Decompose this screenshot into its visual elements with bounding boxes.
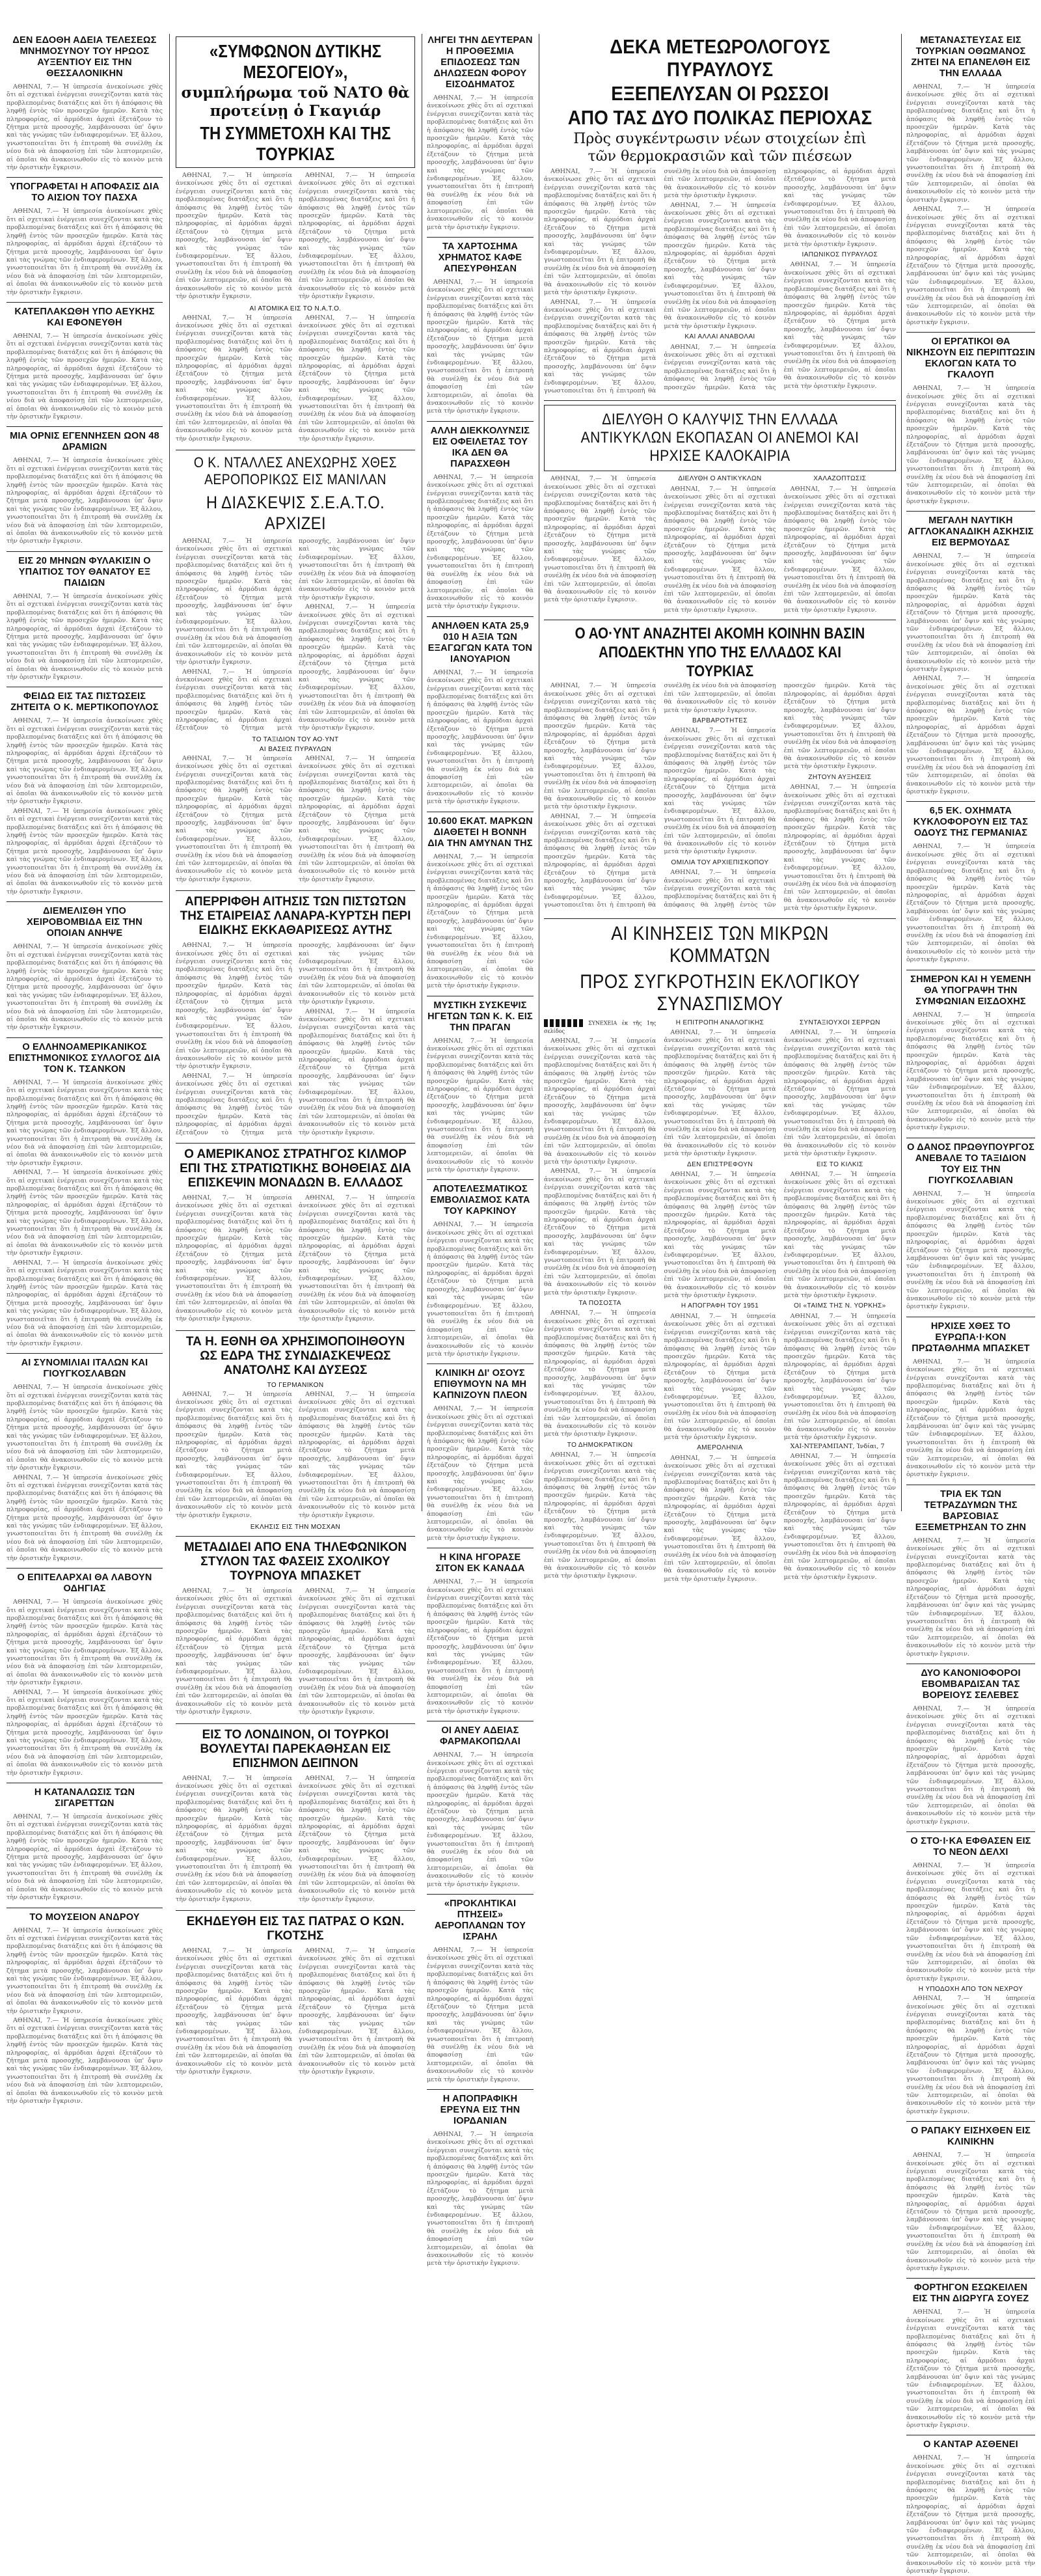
headline-box — [544, 405, 896, 471]
headline: ΤΟ ΜΟΥΣΕΙΟΝ ΑΝΔΡΟΥ — [29, 1911, 140, 1923]
headline: Ο Κ. ΝΤΑΛΛΕΣ ΑΝΕΧΩΡΗΣ ΧΘΕΣ ΑΕΡΟΠΟΡΙΚΩΣ ΕΙΣ ΜΑΝΙΛΑΝ — [193, 454, 398, 487]
headline: Ο ΑΟ·ΥΝΤ ΑΝΑΖΗΤΕΙ ΑΚΟΜΗ ΚΟΙΝΗΝ ΒΑΣΙΝ ΑΠΟΔΕΚΤΗΝ ΥΠΟ ΤΗΣ ΕΛΛΑΔΟΣ ΚΑΙ ΤΟΥΡΚΙΑΣ — [575, 625, 865, 681]
article-body: ΑΘΗΝΑΙ, 7.— Ἡ ὑπηρεσία ἀνεκοίνωσε χθὲς ὅτι αἱ σχετικαὶ ἐνέργειαι συνεχίζονται κατὰ τὰς προβλεπομένας διατάξεις καὶ ὅτι ἡ ἀπόφασις θὰ ληφθῇ ἐντὸς τῶν προσεχῶν ἡμερῶν. Κατὰ τὰς πληροφορίας, αἱ ἁρμόδιαι ἀρχαὶ ἐξετάζουν τὸ ζήτημα μετὰ προσοχῆς, λαμβάνουσαι ὑπ' ὄψιν καὶ τὰς γνώμας τῶν ἐνδιαφερομένων. Ἐξ ἄλλου, γνωστοποιεῖται ὅτι ἡ ἐπιτροπὴ θὰ συνέλθῃ ἐκ νέου διὰ νὰ ἀποφασίσῃ ἐπὶ τῶν λεπτομερειῶν, αἱ ὁποῖαι θὰ ἀνακοινωθοῦν εἰς τὸ κοινὸν μετὰ τὴν ὁριστικὴν ἔγκρισιν. — [906, 1358, 1035, 1479]
headline: ΑΛΛΗ ΔΙΕΚΚΟΛΥΝΣΙΣ ΕΙΣ ΟΦΕΙΛΕΤΑΣ ΤΟΥ ΙΚΑ ΔΕΝ ΘΑ ΠΑΡΑΣΧΕΘΗ — [430, 425, 530, 469]
headline: 10.600 ΕΚΑΤ. ΜΑΡΚΩΝ ΔΙΑΘΕΤΕΙ Η ΒΟΝΝΗ ΔΙΑ ΤΗΝ ΑΜΥΝΑΝ ΤΗΣ — [427, 815, 533, 849]
headline: ΔΙΕΜΕΛΙΣΘΗ ΥΠΟ ΧΕΙΡΟΒΟΜΒΙΔΑ ΕΙΣ ΤΗΝ ΟΠΟΙΑΝ ΑΝΗΨΕ — [27, 906, 142, 939]
section-label: Η ΥΠΟΔΟΧΗ ΑΠΟ ΤΟΝ ΝΕΧΡΟΥ — [918, 1986, 1023, 1994]
article-body: ΑΘΗΝΑΙ, 7.— Ἡ ὑπηρεσία ἀνεκοίνωσε χθὲς ὅτι αἱ σχετικαὶ ἐνέργειαι συνεχίζονται κατὰ τὰς προβλεπομένας διατάξεις καὶ ὅτι ἡ ἀπόφασις θὰ ληφθῇ ἐντὸς τῶν προσεχῶν ἡμερῶν. Κατὰ τὰς πληροφορίας, αἱ ἁρμόδιαι ἀρχαὶ ἐξετάζουν τὸ ζήτημα μετὰ προσοχῆς, λαμβάνουσαι ὑπ' ὄψιν καὶ τὰς γνώμας τῶν ἐνδιαφερομένων. Ἐξ ἄλλου, γνωστοποιεῖται ὅτι ἡ ἐπιτροπὴ θὰ συνέλθῃ ἐκ νέου διὰ νὰ ἀποφασίσῃ ἐπὶ τῶν λεπτομερειῶν, αἱ ὁποῖαι θὰ ἀνακοινωθοῦν εἰς τὸ κοινὸν μετὰ τὴν ὁριστικὴν ἔγκρισιν. — [427, 278, 534, 415]
headline: ΛΗΓΕΙ ΤΗΝ ΔΕΥΤΕΡΑΝ Η ΠΡΟΘΕΣΜΙΑ ΕΠΙΔΟΣΕΩΣ ΤΩΝ ΔΗΛΩΣΕΩΝ ΦΟΡΟΥ ΕΙΣΟΔΗΜΑΤΟΣ — [427, 35, 533, 90]
article-body: ΑΘΗΝΑΙ, 7.— Ἡ ὑπηρεσία ἀνεκοίνωσε χθὲς ὅτι αἱ σχετικαὶ ἐνέργειαι συνεχίζονται κατὰ τὰς προβλεπομένας διατάξεις καὶ ὅτι ἡ ἀπόφασις θὰ ληφθῇ ἐντὸς τῶν προσεχῶν ἡμερῶν. Κατὰ τὰς πληροφορίας, αἱ ἁρμόδιαι ἀρχαὶ ἐξετάζουν τὸ ζήτημα μετὰ προσοχῆς, λαμβάνουσαι ὑπ' ὄψιν καὶ τὰς γνώμας τῶν ἐνδιαφερομένων. Ἐξ ἄλλου, γνωστοποιεῖται ὅτι ἡ ἐπιτροπὴ θὰ συνέλθῃ ἐκ νέου διὰ νὰ ἀποφασίσῃ ἐπὶ τῶν λεπτομερειῶν, αἱ ὁποῖαι θὰ ἀνακοινωθοῦν εἰς τὸ κοινὸν μετὰ τὴν ὁριστικὴν ἔγκρισιν. — [7, 943, 163, 1032]
article-body: ΑΘΗΝΑΙ, 7.— Ἡ ὑπηρεσία ἀνεκοίνωσε χθὲς ὅτι αἱ σχετικαὶ ἐνέργειαι συνεχίζονται κατὰ τὰς προβλεπομένας διατάξεις καὶ ὅτι ἡ ἀπόφασις θὰ ληφθῇ ἐντὸς τῶν προσεχῶν ἡμερῶν. Κατὰ τὰς πληροφορίας, αἱ ἁρμόδιαι ἀρχαὶ ἐξετάζουν τὸ ζήτημα μετὰ προσοχῆς, λαμβάνουσαι ὑπ' ὄψιν καὶ τὰς γνώμας τῶν ἐνδιαφερομένων. Ἐξ ἄλλου, γνωστοποιεῖται ὅτι ἡ ἐπιτροπὴ θὰ συνέλθῃ ἐκ νέου διὰ νὰ ἀποφασίσῃ ἐπὶ τῶν λεπτομερειῶν, αἱ ὁποῖαι θὰ ἀνακοινωθοῦν εἰς τὸ κοινὸν μετὰ τὴν ὁριστικὴν ἔγκρισιν. ΑΘΗΝΑΙ, 7.— Ἡ ὑπηρεσία ἀνεκοίνωσε χθὲς ὅτι αἱ σχετικαὶ ἐνέργειαι συνεχίζονται κατὰ τὰς προβλεπομένας διατάξεις καὶ ὅτι ἡ ἀπόφασις θὰ ληφθῇ ἐντὸς τῶν προσεχῶν ἡμερῶν. Κατὰ τὰς πληροφορίας, αἱ ἁρμόδιαι ἀρχαὶ ἐξετάζουν τὸ ζήτημα μετὰ προσοχῆς, λαμβάνουσαι ὑπ' ὄψιν καὶ τὰς γνώμας τῶν ἐνδιαφερομένων. Ἐξ ἄλλου, γνωστοποιεῖται ὅτι ἡ ἐπιτροπὴ θὰ συνέλθῃ ἐκ νέου διὰ νὰ ἀποφασίσῃ ἐπὶ τῶν λεπτομερειῶν, αἱ ὁποῖαι θὰ ἀνακοινωθοῦν εἰς τὸ κοινὸν μετὰ τὴν ὁριστικὴν ἔγκρισιν. — [176, 1774, 415, 1903]
article-body: ΑΘΗΝΑΙ, 7.— Ἡ ὑπηρεσία ἀνεκοίνωσε χθὲς ὅτι αἱ σχετικαὶ ἐνέργειαι συνεχίζονται κατὰ τὰς προβλεπομένας διατάξεις καὶ ὅτι ἡ ἀπόφασις θὰ ληφθῇ ἐντὸς τῶν προσεχῶν ἡμερῶν. Κατὰ τὰς πληροφορίας, αἱ ἁρμόδιαι ἀρχαὶ ἐξετάζουν τὸ ζήτημα μετὰ προσοχῆς, λαμβάνουσαι ὑπ' ὄψιν καὶ τὰς γνώμας τῶν ἐνδιαφερομένων. Ἐξ ἄλλου, γνωστοποιεῖται ὅτι ἡ ἐπιτροπὴ θὰ συνέλθῃ ἐκ νέου διὰ νὰ ἀποφασίσῃ ἐπὶ τῶν λεπτομερειῶν, αἱ ὁποῖαι θὰ ἀνακοινωθοῦν εἰς τὸ κοινὸν μετὰ τὴν ὁριστικὴν ἔγκρισιν. — [7, 1813, 163, 1902]
headline: ΚΛΙΝΙΚΗ ΔΙ' ΟΣΟΥΣ ΕΠΙΘΥΜΟΥΝ ΝΑ ΜΗ ΚΑΠΝΙΖΟΥΝ ΠΛΕΟΝ — [433, 1368, 528, 1401]
headline: ΠΡΟΣ ΣΥΓΚΡΟΤΗΣΙΝ ΕΚΛΟΓΙΚΟΥ ΣΥΝΑΣΠΙΣΜΟΥ — [580, 970, 860, 1015]
headline: ΤΡΙΑ ΕΚ ΤΩΝ ΤΕΤΡΑΖΔΥΜΩΝ ΤΗΣ ΒΑΡΣΟΒΙΑΣ ΕΞΕΜΕΤΡΗΣΑΝ ΤΟ ΖΗΝ — [915, 1488, 1027, 1533]
headline: ΔΕΝ ΕΔΟΘΗ ΑΔΕΙΑ ΤΕΛΕΣΕΩΣ ΜΝΗΜΟΣΥΝΟΥ ΤΟΥ ΗΡΩΟΣ ΑΥΞΕΝΤΙΟΥ ΕΙΣ ΤΗΝ ΘΕΣΣΑΛΟΝΙΚΗΝ — [12, 35, 157, 79]
headline: ΣΗΜΕΡΟΝ ΚΑΙ Η ΥΕΜΕΝΗ ΘΑ ΥΠΟΓΡΑΨΗ ΤΗΝ ΣΥΜΦΩΝΙΑΝ ΕΙΣΔΟΧΗΣ — [910, 974, 1031, 1007]
article-body: ΑΘΗΝΑΙ, 7.— Ἡ ὑπηρεσία ἀνεκοίνωσε χθὲς ὅτι αἱ σχετικαὶ ἐνέργειαι συνεχίζονται κατὰ τὰς προβλεπομένας διατάξεις καὶ ὅτι ἡ ἀπόφασις θὰ ληφθῇ ἐντὸς τῶν προσεχῶν ἡμερῶν. Κατὰ τὰς πληροφορίας, αἱ ἁρμόδιαι ἀρχαὶ ἐξετάζουν τὸ ζήτημα μετὰ προσοχῆς, λαμβάνουσαι ὑπ' ὄψιν καὶ τὰς γνώμας τῶν ἐνδιαφερομένων. Ἐξ ἄλλου, γνωστοποιεῖται ὅτι ἡ ἐπιτροπὴ θὰ συνέλθῃ ἐκ νέου διὰ νὰ ἀποφασίσῃ ἐπὶ τῶν λεπτομερειῶν, αἱ ὁποῖαι θὰ ἀνακοινωθοῦν εἰς τὸ κοινὸν μετὰ τὴν ὁριστικὴν ἔγκρισιν. ΑΘΗΝΑΙ, 7.— Ἡ ὑπηρεσία ἀνεκοίνωσε χθὲς ὅτι αἱ σχετικαὶ ἐνέργειαι συνεχίζονται κατὰ τὰς προβλεπομένας διατάξεις καὶ ὅτι ἡ ἀπόφασις θὰ ληφθῇ ἐντὸς τῶν προσεχῶν ἡμερῶν. Κατὰ τὰς πληροφορίας, αἱ ἁρμόδιαι ἀρχαὶ ἐξετάζουν τὸ ζήτημα μετὰ προσοχῆς, λαμβάνουσαι ὑπ' ὄψιν καὶ τὰς γνώμας τῶν ἐνδιαφερομένων. Ἐξ ἄλλου, γνωστοποιεῖται ὅτι ἡ ἐπιτροπὴ θὰ συνέλθῃ ἐκ νέου διὰ νὰ ἀποφασίσῃ ἐπὶ τῶν λεπτομερειῶν, αἱ ὁποῖαι θὰ ἀνακοινωθοῦν εἰς τὸ κοινὸν μετὰ τὴν ὁριστικὴν ἔγκρισιν. — [7, 1926, 163, 2105]
headline: Ο ΣΤΟ·Ι·ΚΑ ΕΦΘΑΣΕΝ ΕΙΣ ΤΟ ΝΕΟΝ ΔΕΛΧΙ — [910, 1836, 1031, 1858]
article-body: ΑΘΗΝΑΙ, 7.— Ἡ ὑπηρεσία ἀνεκοίνωσε χθὲς ὅτι αἱ σχετικαὶ ἐνέργειαι συνεχίζονται κατὰ τὰς προβλεπομένας διατάξεις καὶ ὅτι ἡ ἀπόφασις θὰ ληφθῇ ἐντὸς τῶν προσεχῶν ἡμερῶν. Κατὰ τὰς πληροφορίας, αἱ ἁρμόδιαι ἀρχαὶ ἐξετάζουν τὸ ζήτημα μετὰ προσοχῆς, λαμβάνουσαι ὑπ' ὄψιν καὶ τὰς γνώμας τῶν ἐνδιαφερομένων. Ἐξ ἄλλου, γνωστοποιεῖται ὅτι ἡ ἐπιτροπὴ θὰ συνέλθῃ ἐκ νέου διὰ νὰ ἀποφασίσῃ ἐπὶ τῶν λεπτομερειῶν, αἱ ὁποῖαι θὰ ἀνακοινωθοῦν εἰς τὸ κοινὸν μετὰ τὴν ὁριστικὴν ἔγκρισιν. ΑΘΗΝΑΙ, 7.— Ἡ ὑπηρεσία ἀνεκοίνωσε χθὲς ὅτι αἱ σχετικαὶ ἐνέργειαι συνεχίζονται κατὰ τὰς προβλεπομένας διατάξεις καὶ ὅτι ἡ ἀπόφασις θὰ ληφθῇ ἐντὸς τῶν προσεχῶν ἡμερῶν. Κατὰ τὰς πληροφορίας, αἱ ἁρμόδιαι ἀρχαὶ ἐξετάζουν τὸ ζήτημα μετὰ προσοχῆς, λαμβάνουσαι ὑπ' ὄψιν καὶ τὰς γνώμας τῶν ἐνδιαφερομένων. Ἐξ ἄλλου, γνωστοποιεῖται ὅτι ἡ ἐπιτροπὴ θὰ συνέλθῃ ἐκ νέου διὰ νὰ ἀποφασίσῃ ἐπὶ τῶν λεπτομερειῶν, αἱ ὁποῖαι θὰ ἀνακοινωθοῦν εἰς τὸ κοινὸν μετὰ τὴν ὁριστικὴν ἔγκρισιν. — [176, 314, 415, 443]
headline: ΤΑ ΧΑΡΤΟΣΗΜΑ ΧΡΗΜΑΤΟΣ ΚΑΦΕ ΑΠΕΣΥΡΘΗΣΑΝ — [438, 241, 522, 274]
article-body: ΑΘΗΝΑΙ, 7.— Ἡ ὑπηρεσία ἀνεκοίνωσε χθὲς ὅτι αἱ σχετικαὶ ἐνέργειαι συνεχίζονται κατὰ τὰς προβλεπομένας διατάξεις καὶ ὅτι ἡ ἀπόφασις θὰ ληφθῇ ἐντὸς τῶν προσεχῶν ἡμερῶν. Κατὰ τὰς πληροφορίας, αἱ ἁρμόδιαι ἀρχαὶ ἐξετάζουν τὸ ζήτημα μετὰ προσοχῆς, λαμβάνουσαι ὑπ' ὄψιν καὶ τὰς γνώμας τῶν ἐνδιαφερομένων. Ἐξ ἄλλου, γνωστοποιεῖται ὅτι ἡ ἐπιτροπὴ θὰ συνέλθῃ ἐκ νέου διὰ νὰ ἀποφασίσῃ ἐπὶ τῶν λεπτομερειῶν, αἱ ὁποῖαι θὰ ἀνακοινωθοῦν εἰς τὸ κοινὸν μετὰ τὴν ὁριστικὴν ἔγκρισιν. ΑΘΗΝΑΙ, 7.— Ἡ ὑπηρεσία ἀνεκοίνωσε χθὲς ὅτι αἱ σχετικαὶ ἐνέργειαι συνεχίζονται κατὰ τὰς προβλεπομένας διατάξεις καὶ ὅτι ἡ ἀπόφασις θὰ ληφθῇ ἐντὸς τῶν προσεχῶν ἡμερῶν. Κατὰ τὰς πληροφορίας, αἱ ἁρμόδιαι ἀρχαὶ ἐξετάζουν τὸ ζήτημα μετὰ προσοχῆς, λαμβάνουσαι ὑπ' ὄψιν καὶ τὰς γνώμας τῶν ἐνδιαφερομένων. Ἐξ ἄλλου, γνωστοποιεῖται ὅτι ἡ ἐπιτροπὴ θὰ συνέλθῃ ἐκ νέου διὰ νὰ ἀποφασίσῃ ἐπὶ τῶν λεπτομερειῶν, αἱ ὁποῖαι θὰ ἀνακοινωθοῦν εἰς τὸ κοινὸν μετὰ τὴν ὁριστικὴν ἔγκρισιν. — [7, 717, 163, 896]
section-label: ΔΙΕΛΥΘΗ Ο ΑΝΤΙΚΥΚΛΩΝ — [678, 475, 762, 483]
article-body: ΑΘΗΝΑΙ, 7.— Ἡ ὑπηρεσία ἀνεκοίνωσε χθὲς ὅτι αἱ σχετικαὶ ἐνέργειαι συνεχίζονται κατὰ τὰς προβλεπομένας διατάξεις καὶ ὅτι ἡ ἀπόφασις θὰ ληφθῇ ἐντὸς τῶν προσεχῶν ἡμερῶν. Κατὰ τὰς πληροφορίας, αἱ ἁρμόδιαι ἀρχαὶ ἐξετάζουν τὸ ζήτημα μετὰ προσοχῆς, λαμβάνουσαι ὑπ' ὄψιν καὶ τὰς γνώμας τῶν ἐνδιαφερομένων. Ἐξ ἄλλου, γνωστοποιεῖται ὅτι ἡ ἐπιτροπὴ θὰ συνέλθῃ ἐκ νέου διὰ νὰ ἀποφασίσῃ ἐπὶ τῶν λεπτομερειῶν, αἱ ὁποῖαι θὰ ἀνακοινωθοῦν εἰς τὸ κοινὸν μετὰ τὴν ὁριστικὴν ἔγκρισιν. ΑΘΗΝΑΙ, 7.— Ἡ ὑπηρεσία ἀνεκοίνωσε χθὲς ὅτι αἱ σχετικαὶ ἐνέργειαι συνεχίζονται κατὰ τὰς προβλεπομένας διατάξεις καὶ ὅτι ἡ ἀπόφασις θὰ ληφθῇ ἐντὸς τῶν προσεχῶν ἡμερῶν. Κατὰ τὰς πληροφορίας, αἱ ἁρμόδιαι ἀρχαὶ ἐξετάζουν τὸ ζήτημα μετὰ προσοχῆς, λαμβάνουσαι ὑπ' ὄψιν καὶ τὰς γνώμας τῶν ἐνδιαφερομένων. Ἐξ ἄλλου, γνωστοποιεῖται ὅτι ἡ ἐπιτροπὴ θὰ συνέλθῃ ἐκ νέου διὰ νὰ ἀποφασίσῃ ἐπὶ τῶν λεπτομερειῶν, αἱ ὁποῖαι θὰ ἀνακοινωθοῦν εἰς τὸ κοινὸν μετὰ τὴν ὁριστικὴν ἔγκρισιν. ΒΑΡΒΑΡΟΤΗΤΕΣ ΑΘΗΝΑΙ, 7.— Ἡ ὑπηρεσία ἀνεκοίνωσε χθὲς ὅτι αἱ σχετικαὶ ἐνέργειαι συνεχίζονται κατὰ τὰς προβλεπομένας διατάξεις καὶ ὅτι ἡ ἀπόφασις θὰ ληφθῇ ἐντὸς τῶν προσεχῶν ἡμερῶν. Κατὰ τὰς πληροφορίας, αἱ ἁρμόδιαι ἀρχαὶ ἐξετάζουν τὸ ζήτημα μετὰ προσοχῆς, λαμβάνουσαι ὑπ' ὄψιν καὶ τὰς γνώμας τῶν ἐνδιαφερομένων. Ἐξ ἄλλου, γνωστοποιεῖται ὅτι ἡ ἐπιτροπὴ θὰ συνέλθῃ ἐκ νέου διὰ νὰ ἀποφασίσῃ ἐπὶ τῶν λεπτομερειῶν, αἱ ὁποῖαι θὰ ἀνακοινωθοῦν εἰς τὸ κοινὸν μετὰ τὴν ὁριστικὴν ἔγκρισιν. ΟΜΙΛΙΑ ΤΟΥ ΑΡΧΙΕΠΙΣΚΟΠΟΥ ΑΘΗΝΑΙ, 7.— Ἡ ὑπηρεσία ἀνεκοίνωσε χθὲς ὅτι αἱ σχετικαὶ ἐνέργειαι συνεχίζονται κατὰ τὰς προβλεπομένας διατάξεις καὶ ὅτι ἡ ἀπόφασις θὰ ληφθῇ ἐντὸς τῶν προσεχῶν ἡμερῶν. Κατὰ τὰς πληροφορίας, αἱ ἁρμόδιαι ἀρχαὶ ἐξετάζουν τὸ ζήτημα μετὰ προσοχῆς, λαμβάνουσαι ὑπ' ὄψιν καὶ τὰς γνώμας τῶν ἐνδιαφερομένων. Ἐξ ἄλλου, γνωστοποιεῖται ὅτι ἡ ἐπιτροπὴ θὰ συνέλθῃ ἐκ νέου διὰ νὰ ἀποφασίσῃ ἐπὶ τῶν λεπτομερειῶν, αἱ ὁποῖαι θὰ ἀνακοινωθοῦν εἰς τὸ κοινὸν μετὰ τὴν ὁριστικὴν ἔγκρισιν. ΖΗΤΟΥΝ ΑΥΞΗΣΕΙΣ ΑΘΗΝΑΙ, 7.— Ἡ ὑπηρεσία ἀνεκοίνωσε χθὲς ὅτι αἱ σχετικαὶ ἐνέργειαι συνεχίζονται κατὰ τὰς προβλεπομένας διατάξεις καὶ ὅτι ἡ ἀπόφασις θὰ ληφθῇ ἐντὸς τῶν προσεχῶν ἡμερῶν. Κατὰ τὰς πληροφορίας, αἱ ἁρμόδιαι ἀρχαὶ ἐξετάζουν τὸ ζήτημα μετὰ προσοχῆς, λαμβάνουσαι ὑπ' ὄψιν καὶ τὰς γνώμας τῶν ἐνδιαφερομένων. Ἐξ ἄλλου, γνωστοποιεῖται ὅτι ἡ ἐπιτροπὴ θὰ συνέλθῃ ἐκ νέου διὰ νὰ ἀποφασίσῃ ἐπὶ τῶν λεπτομερειῶν, αἱ ὁποῖαι θὰ ἀνακοινωθοῦν εἰς τὸ κοινὸν μετὰ τὴν ὁριστικὴν ἔγκρισιν. — [544, 682, 896, 912]
headline: ΕΙΣ 20 ΜΗΝΩΝ ΦΥΛΑΚΙΣΙΝ Ο ΥΠΑΙΤΙΟΣ ΤΟΥ ΘΑΝΑΤΟΥ ΕΞ ΠΑΙΔΙΩΝ — [18, 555, 151, 588]
article-body: ΑΘΗΝΑΙ, 7.— Ἡ ὑπηρεσία ἀνεκοίνωσε χθὲς ὅτι αἱ σχετικαὶ ἐνέργειαι συνεχίζονται κατὰ τὰς προβλεπομένας διατάξεις καὶ ὅτι ἡ ἀπόφασις θὰ ληφθῇ ἐντὸς τῶν προσεχῶν ἡμερῶν. Κατὰ τὰς πληροφορίας, αἱ ἁρμόδιαι ἀρχαὶ ἐξετάζουν τὸ ζήτημα μετὰ προσοχῆς, λαμβάνουσαι ὑπ' ὄψιν καὶ τὰς γνώμας τῶν ἐνδιαφερομένων. Ἐξ ἄλλου, γνωστοποιεῖται ὅτι ἡ ἐπιτροπὴ θὰ συνέλθῃ ἐκ νέου διὰ νὰ ἀποφασίσῃ ἐπὶ τῶν λεπτομερειῶν, αἱ ὁποῖαι θὰ ἀνακοινωθοῦν εἰς τὸ κοινὸν μετὰ τὴν ὁριστικὴν ἔγκρισιν. — [906, 1705, 1035, 1826]
article-body: ΑΘΗΝΑΙ, 7.— Ἡ ὑπηρεσία ἀνεκοίνωσε χθὲς ὅτι αἱ σχετικαὶ ἐνέργειαι συνεχίζονται κατὰ τὰς προβλεπομένας διατάξεις καὶ ὅτι ἡ ἀπόφασις θὰ ληφθῇ ἐντὸς τῶν προσεχῶν ἡμερῶν. Κατὰ τὰς πληροφορίας, αἱ ἁρμόδιαι ἀρχαὶ ἐξετάζουν τὸ ζήτημα μετὰ προσοχῆς, λαμβάνουσαι ὑπ' ὄψιν καὶ τὰς γνώμας τῶν ἐνδιαφερομένων. Ἐξ ἄλλου, γνωστοποιεῖται ὅτι ἡ ἐπιτροπὴ θὰ συνέλθῃ ἐκ νέου διὰ νὰ ἀποφασίσῃ ἐπὶ τῶν λεπτομερειῶν, αἱ ὁποῖαι θὰ ἀνακοινωθοῦν εἰς τὸ κοινὸν μετὰ τὴν ὁριστικὴν ἔγκρισιν. — [906, 1862, 1035, 1982]
headline: ΥΠΟΓΡΑΦΕΤΑΙ Η ΑΠΟΦΑΣΙΣ ΔΙΑ ΤΟ ΑΙΣΙΟΝ ΤΟΥ ΠΑΣΧΑ — [10, 182, 159, 204]
headline: Ο ΑΜΕΡΙΚΑΝΟΣ ΣΤΡΑΤΗΓΟΣ ΚΙΛΜΟΡ ΕΠΙ ΤΗΣ ΣΤΡΑΤΙΩΤΙΚΗΣ ΒΟΗΘΕΙΑΣ ΔΙΑ ΕΠΙΣΚΕΨΙΝ ΜΟΝΑΔΩΝ Β. ΕΛΛΑΔΟΣ — [180, 1147, 411, 1190]
article-body: ΑΘΗΝΑΙ, 7.— Ἡ ὑπηρεσία ἀνεκοίνωσε χθὲς ὅτι αἱ σχετικαὶ ἐνέργειαι συνεχίζονται κατὰ τὰς προβλεπομένας διατάξεις καὶ ὅτι ἡ ἀπόφασις θὰ ληφθῇ ἐντὸς τῶν προσεχῶν ἡμερῶν. Κατὰ τὰς πληροφορίας, αἱ ἁρμόδιαι ἀρχαὶ ἐξετάζουν τὸ ζήτημα μετὰ προσοχῆς, λαμβάνουσαι ὑπ' ὄψιν καὶ τὰς γνώμας τῶν ἐνδιαφερομένων. Ἐξ ἄλλου, γνωστοποιεῖται ὅτι ἡ ἐπιτροπὴ θὰ συνέλθῃ ἐκ νέου διὰ νὰ ἀποφασίσῃ ἐπὶ τῶν λεπτομερειῶν, αἱ ὁποῖαι θὰ ἀνακοινωθοῦν εἰς τὸ κοινὸν μετὰ τὴν ὁριστικὴν ἔγκρισιν. ΑΘΗΝΑΙ, 7.— Ἡ ὑπηρεσία ἀνεκοίνωσε χθὲς ὅτι αἱ σχετικαὶ ἐνέργειαι συνεχίζονται κατὰ τὰς προβλεπομένας διατάξεις καὶ ὅτι ἡ ἀπόφασις θὰ ληφθῇ ἐντὸς τῶν προσεχῶν ἡμερῶν. Κατὰ τὰς πληροφορίας, αἱ ἁρμόδιαι ἀρχαὶ ἐξετάζουν τὸ ζήτημα μετὰ προσοχῆς, λαμβάνουσαι ὑπ' ὄψιν καὶ τὰς γνώμας τῶν ἐνδιαφερομένων. Ἐξ ἄλλου, γνωστοποιεῖται ὅτι ἡ ἐπιτροπὴ θὰ συνέλθῃ ἐκ νέου διὰ νὰ ἀποφασίσῃ ἐπὶ τῶν λεπτομερειῶν, αἱ ὁποῖαι θὰ ἀνακοινωθοῦν εἰς τὸ κοινὸν μετὰ τὴν ὁριστικὴν ἔγκρισιν. ΑΘΗΝΑΙ, 7.— Ἡ ὑπηρεσία ἀνεκοίνωσε χθὲς ὅτι αἱ σχετικαὶ ἐνέργειαι συνεχίζονται κατὰ τὰς προβλεπομένας διατάξεις καὶ ὅτι ἡ ἀπόφασις θὰ ληφθῇ ἐντὸς τῶν προσεχῶν ἡμερῶν. Κατὰ τὰς πληροφορίας, αἱ ἁρμόδιαι ἀρχαὶ ἐξετάζουν τὸ ζήτημα μετὰ προσοχῆς, λαμβάνουσαι ὑπ' ὄψιν καὶ τὰς γνώμας τῶν ἐνδιαφερομένων. Ἐξ ἄλλου, γνωστοποιεῖται ὅτι ἡ ἐπιτροπὴ θὰ συνέλθῃ ἐκ νέου διὰ νὰ ἀποφασίσῃ ἐπὶ τῶν λεπτομερειῶν, αἱ ὁποῖαι θὰ ἀνακοινωθοῦν εἰς τὸ κοινὸν μετὰ τὴν ὁριστικὴν ἔγκρισιν. — [176, 942, 415, 1136]
article-body: ΑΘΗΝΑΙ, 7.— Ἡ ὑπηρεσία ἀνεκοίνωσε χθὲς ὅτι αἱ σχετικαὶ ἐνέργειαι συνεχίζονται κατὰ τὰς προβλεπομένας διατάξεις καὶ ὅτι ἡ ἀπόφασις θὰ ληφθῇ ἐντὸς τῶν προσεχῶν ἡμερῶν. Κατὰ τὰς πληροφορίας, αἱ ἁρμόδιαι ἀρχαὶ ἐξετάζουν τὸ ζήτημα μετὰ προσοχῆς, λαμβάνουσαι ὑπ' ὄψιν καὶ τὰς γνώμας τῶν ἐνδιαφερομένων. Ἐξ ἄλλου, γνωστοποιεῖται ὅτι ἡ ἐπιτροπὴ θὰ συνέλθῃ ἐκ νέου διὰ νὰ ἀποφασίσῃ ἐπὶ τῶν λεπτομερειῶν, αἱ ὁποῖαι θὰ ἀνακοινωθοῦν εἰς τὸ κοινὸν μετὰ τὴν ὁριστικὴν ἔγκρισιν. ΑΘΗΝΑΙ, 7.— Ἡ ὑπηρεσία ἀνεκοίνωσε χθὲς ὅτι αἱ σχετικαὶ ἐνέργειαι συνεχίζονται κατὰ τὰς προβλεπομένας διατάξεις καὶ ὅτι ἡ ἀπόφασις θὰ ληφθῇ ἐντὸς τῶν προσεχῶν ἡμερῶν. Κατὰ τὰς πληροφορίας, αἱ ἁρμόδιαι ἀρχαὶ ἐξετάζουν τὸ ζήτημα μετὰ προσοχῆς, λαμβάνουσαι ὑπ' ὄψιν καὶ τὰς γνώμας τῶν ἐνδιαφερομένων. Ἐξ ἄλλου, γνωστοποιεῖται ὅτι ἡ ἐπιτροπὴ θὰ συνέλθῃ ἐκ νέου διὰ νὰ ἀποφασίσῃ ἐπὶ τῶν λεπτομερειῶν, αἱ ὁποῖαι θὰ ἀνακοινωθοῦν εἰς τὸ κοινὸν μετὰ τὴν ὁριστικὴν ἔγκρισιν. — [7, 1384, 163, 1562]
article-body: ΑΘΗΝΑΙ, 7.— Ἡ ὑπηρεσία ἀνεκοίνωσε χθὲς ὅτι αἱ σχετικαὶ ἐνέργειαι συνεχίζονται κατὰ τὰς προβλεπομένας διατάξεις καὶ ὅτι ἡ ἀπόφασις θὰ ληφθῇ ἐντὸς τῶν προσεχῶν ἡμερῶν. Κατὰ τὰς πληροφορίας, αἱ ἁρμόδιαι ἀρχαὶ ἐξετάζουν τὸ ζήτημα μετὰ προσοχῆς, λαμβάνουσαι ὑπ' ὄψιν καὶ τὰς γνώμας τῶν ἐνδιαφερομένων. Ἐξ ἄλλου, γνωστοποιεῖται ὅτι ἡ ἐπιτροπὴ θὰ συνέλθῃ ἐκ νέου διὰ νὰ ἀποφασίσῃ ἐπὶ τῶν λεπτομερειῶν, αἱ ὁποῖαι θὰ ἀνακοινωθοῦν εἰς τὸ κοινὸν μετὰ τὴν ὁριστικὴν ἔγκρισιν. ΑΘΗΝΑΙ, 7.— Ἡ ὑπηρεσία ἀνεκοίνωσε χθὲς ὅτι αἱ σχετικαὶ ἐνέργειαι συνεχίζονται κατὰ τὰς προβλεπομένας διατάξεις καὶ ὅτι ἡ ἀπόφασις θὰ ληφθῇ ἐντὸς τῶν προσεχῶν ἡμερῶν. Κατὰ τὰς πληροφορίας, αἱ ἁρμόδιαι ἀρχαὶ ἐξετάζουν τὸ ζήτημα μετὰ προσοχῆς, λαμβάνουσαι ὑπ' ὄψιν καὶ τὰς γνώμας τῶν ἐνδιαφερομένων. Ἐξ ἄλλου, γνωστοποιεῖται ὅτι ἡ ἐπιτροπὴ θὰ συνέλθῃ ἐκ νέου διὰ νὰ ἀποφασίσῃ ἐπὶ τῶν λεπτομερειῶν, αἱ ὁποῖαι θὰ ἀνακοινωθοῦν εἰς τὸ κοινὸν μετὰ τὴν ὁριστικὴν ἔγκρισιν. — [906, 553, 1035, 796]
dateline: ΧΑΙ-ΝΤΕΡΑΜΠΑΝΤ, Ἰνδίαι, 7 — [790, 1443, 885, 1451]
column-4-5 — [544, 34, 896, 1583]
article-body: ΑΘΗΝΑΙ, 7.— Ἡ ὑπηρεσία ἀνεκοίνωσε χθὲς ὅτι αἱ σχετικαὶ ἐνέργειαι συνεχίζονται κατὰ τὰς προβλεπομένας διατάξεις καὶ ὅτι ἡ ἀπόφασις θὰ ληφθῇ ἐντὸς τῶν προσεχῶν ἡμερῶν. Κατὰ τὰς πληροφορίας, αἱ ἁρμόδιαι ἀρχαὶ ἐξετάζουν τὸ ζήτημα μετὰ προσοχῆς, λαμβάνουσαι ὑπ' ὄψιν καὶ τὰς γνώμας τῶν ἐνδιαφερομένων. Ἐξ ἄλλου, γνωστοποιεῖται ὅτι ἡ ἐπιτροπὴ θὰ συνέλθῃ ἐκ νέου διὰ νὰ ἀποφασίσῃ ἐπὶ τῶν λεπτομερειῶν, αἱ ὁποῖαι θὰ ἀνακοινωθοῦν εἰς τὸ κοινὸν μετὰ τὴν ὁριστικὴν ἔγκρισιν. — [906, 2309, 1035, 2429]
article-body: ΑΘΗΝΑΙ, 7.— Ἡ ὑπηρεσία ἀνεκοίνωσε χθὲς ὅτι αἱ σχετικαὶ ἐνέργειαι συνεχίζονται κατὰ τὰς προβλεπομένας διατάξεις καὶ ὅτι ἡ ἀπόφασις θὰ ληφθῇ ἐντὸς τῶν προσεχῶν ἡμερῶν. Κατὰ τὰς πληροφορίας, αἱ ἁρμόδιαι ἀρχαὶ ἐξετάζουν τὸ ζήτημα μετὰ προσοχῆς, λαμβάνουσαι ὑπ' ὄψιν καὶ τὰς γνώμας τῶν ἐνδιαφερομένων. Ἐξ ἄλλου, γνωστοποιεῖται ὅτι ἡ ἐπιτροπὴ θὰ συνέλθῃ ἐκ νέου διὰ νὰ ἀποφασίσῃ ἐπὶ τῶν λεπτομερειῶν, αἱ ὁποῖαι θὰ ἀνακοινωθοῦν εἰς τὸ κοινὸν μετὰ τὴν ὁριστικὴν ἔγκρισιν. — [906, 385, 1035, 505]
article-body: ΑΘΗΝΑΙ, 7.— Ἡ ὑπηρεσία ἀνεκοίνωσε χθὲς ὅτι αἱ σχετικαὶ ἐνέργειαι συνεχίζονται κατὰ τὰς προβλεπομένας διατάξεις καὶ ὅτι ἡ ἀπόφασις θὰ ληφθῇ ἐντὸς τῶν προσεχῶν ἡμερῶν. Κατὰ τὰς πληροφορίας, αἱ ἁρμόδιαι ἀρχαὶ ἐξετάζουν τὸ ζήτημα μετὰ προσοχῆς, λαμβάνουσαι ὑπ' ὄψιν καὶ τὰς γνώμας τῶν ἐνδιαφερομένων. Ἐξ ἄλλου, γνωστοποιεῖται ὅτι ἡ ἐπιτροπὴ θὰ συνέλθῃ ἐκ νέου διὰ νὰ ἀποφασίσῃ ἐπὶ τῶν λεπτομερειῶν, αἱ ὁποῖαι θὰ ἀνακοινωθοῦν εἰς τὸ κοινὸν μετὰ τὴν ὁριστικὴν ἔγκρισιν. — [7, 457, 163, 545]
section-label: ΕΙΣ ΤΟ ΚΙΛΚΙΣ — [816, 1160, 863, 1168]
article-body: ΑΘΗΝΑΙ, 7.— Ἡ ὑπηρεσία ἀνεκοίνωσε χθὲς ὅτι αἱ σχετικαὶ ἐνέργειαι συνεχίζονται κατὰ τὰς προβλεπομένας διατάξεις καὶ ὅτι ἡ ἀπόφασις θὰ ληφθῇ ἐντὸς τῶν προσεχῶν ἡμερῶν. Κατὰ τὰς πληροφορίας, αἱ ἁρμόδιαι ἀρχαὶ ἐξετάζουν τὸ ζήτημα μετὰ προσοχῆς, λαμβάνουσαι ὑπ' ὄψιν καὶ τὰς γνώμας τῶν ἐνδιαφερομένων. Ἐξ ἄλλου, γνωστοποιεῖται ὅτι ἡ ἐπιτροπὴ θὰ συνέλθῃ ἐκ νέου διὰ νὰ ἀποφασίσῃ ἐπὶ τῶν λεπτομερειῶν, αἱ ὁποῖαι θὰ ἀνακοινωθοῦν εἰς τὸ κοινὸν μετὰ τὴν ὁριστικὴν ἔγκρισιν. — [7, 592, 163, 681]
article-body: ΑΘΗΝΑΙ, 7.— Ἡ ὑπηρεσία ἀνεκοίνωσε χθὲς ὅτι αἱ σχετικαὶ ἐνέργειαι συνεχίζονται κατὰ τὰς προβλεπομένας διατάξεις καὶ ὅτι ἡ ἀπόφασις θὰ ληφθῇ ἐντὸς τῶν προσεχῶν ἡμερῶν. Κατὰ τὰς πληροφορίας, αἱ ἁρμόδιαι ἀρχαὶ ἐξετάζουν τὸ ζήτημα μετὰ προσοχῆς, λαμβάνουσαι ὑπ' ὄψιν καὶ τὰς γνώμας τῶν ἐνδιαφερομένων. Ἐξ ἄλλου, γνωστοποιεῖται ὅτι ἡ ἐπιτροπὴ θὰ συνέλθῃ ἐκ νέου διὰ νὰ ἀποφασίσῃ ἐπὶ τῶν λεπτομερειῶν, αἱ ὁποῖαι θὰ ἀνακοινωθοῦν εἰς τὸ κοινὸν μετὰ τὴν ὁριστικὴν ἔγκρισιν. ΑΘΗΝΑΙ, 7.— Ἡ ὑπηρεσία ἀνεκοίνωσε χθὲς ὅτι αἱ σχετικαὶ ἐνέργειαι συνεχίζονται κατὰ τὰς προβλεπομένας διατάξεις καὶ ὅτι ἡ ἀπόφασις θὰ ληφθῇ ἐντὸς τῶν προσεχῶν ἡμερῶν. Κατὰ τὰς πληροφορίας, αἱ ἁρμόδιαι ἀρχαὶ ἐξετάζουν τὸ ζήτημα μετὰ προσοχῆς, λαμβάνουσαι ὑπ' ὄψιν καὶ τὰς γνώμας τῶν ἐνδιαφερομένων. Ἐξ ἄλλου, γνωστοποιεῖται ὅτι ἡ ἐπιτροπὴ θὰ συνέλθῃ ἐκ νέου διὰ νὰ ἀποφασίσῃ ἐπὶ τῶν λεπτομερειῶν, αἱ ὁποῖαι θὰ ἀνακοινωθοῦν εἰς τὸ κοινὸν μετὰ τὴν ὁριστικὴν ἔγκρισιν. ΑΘΗΝΑΙ, 7.— Ἡ ὑπηρεσία ἀνεκοίνωσε χθὲς ὅτι αἱ σχετικαὶ ἐνέργειαι συνεχίζονται κατὰ τὰς προβλεπομένας διατάξεις καὶ ὅτι ἡ ἀπόφασις θὰ ληφθῇ ἐντὸς τῶν προσεχῶν ἡμερῶν. Κατὰ τὰς πληροφορίας, αἱ ἁρμόδιαι ἀρχαὶ ἐξετάζουν τὸ ζήτημα μετὰ προσοχῆς, λαμβάνουσαι ὑπ' ὄψιν καὶ τὰς γνώμας τῶν ἐνδιαφερομένων. Ἐξ ἄλλου, γνωστοποιεῖται ὅτι ἡ ἐπιτροπὴ θὰ συνέλθῃ ἐκ νέου διὰ νὰ ἀποφασίσῃ ἐπὶ τῶν λεπτομερειῶν, αἱ ὁποῖαι θὰ ἀνακοινωθοῦν εἰς τὸ κοινὸν μετὰ τὴν ὁριστικὴν ἔγκρισιν. — [7, 1078, 163, 1347]
article-body: ΑΘΗΝΑΙ, 7.— Ἡ ὑπηρεσία ἀνεκοίνωσε χθὲς ὅτι αἱ σχετικαὶ ἐνέργειαι συνεχίζονται κατὰ τὰς προβλεπομένας διατάξεις καὶ ὅτι ἡ ἀπόφασις θὰ ληφθῇ ἐντὸς τῶν προσεχῶν ἡμερῶν. Κατὰ τὰς πληροφορίας, αἱ ἁρμόδιαι ἀρχαὶ ἐξετάζουν τὸ ζήτημα μετὰ προσοχῆς, λαμβάνουσαι ὑπ' ὄψιν καὶ τὰς γνώμας τῶν ἐνδιαφερομένων. Ἐξ ἄλλου, γνωστοποιεῖται ὅτι ἡ ἐπιτροπὴ θὰ συνέλθῃ ἐκ νέου διὰ νὰ ἀποφασίσῃ ἐπὶ τῶν λεπτομερειῶν, αἱ ὁποῖαι θὰ ἀνακοινωθοῦν εἰς τὸ κοινὸν μετὰ τὴν ὁριστικὴν ἔγκρισιν. — [906, 2454, 1035, 2575]
article-body: ΑΘΗΝΑΙ, 7.— Ἡ ὑπηρεσία ἀνεκοίνωσε χθὲς ὅτι αἱ σχετικαὶ ἐνέργειαι συνεχίζονται κατὰ τὰς προβλεπομένας διατάξεις καὶ ὅτι ἡ ἀπόφασις θὰ ληφθῇ ἐντὸς τῶν προσεχῶν ἡμερῶν. Κατὰ τὰς πληροφορίας, αἱ ἁρμόδιαι ἀρχαὶ ἐξετάζουν τὸ ζήτημα μετὰ προσοχῆς, λαμβάνουσαι ὑπ' ὄψιν καὶ τὰς γνώμας τῶν ἐνδιαφερομένων. Ἐξ ἄλλου, γνωστοποιεῖται ὅτι ἡ ἐπιτροπὴ θὰ συνέλθῃ ἐκ νέου διὰ νὰ ἀποφασίσῃ ἐπὶ τῶν λεπτομερειῶν, αἱ ὁποῖαι θὰ ἀνακοινωθοῦν εἰς τὸ κοινὸν μετὰ τὴν ὁριστικὴν ἔγκρισιν. ΑΘΗΝΑΙ, 7.— Ἡ ὑπηρεσία ἀνεκοίνωσε χθὲς ὅτι αἱ σχετικαὶ ἐνέργειαι συνεχίζονται κατὰ τὰς προβλεπομένας διατάξεις καὶ ὅτι ἡ ἀπόφασις θὰ ληφθῇ ἐντὸς τῶν προσεχῶν ἡμερῶν. Κατὰ τὰς πληροφορίας, αἱ ἁρμόδιαι ἀρχαὶ ἐξετάζουν τὸ ζήτημα μετὰ προσοχῆς, λαμβάνουσαι ὑπ' ὄψιν καὶ τὰς γνώμας τῶν ἐνδιαφερομένων. Ἐξ ἄλλου, γνωστοποιεῖται ὅτι ἡ ἐπιτροπὴ θὰ συνέλθῃ ἐκ νέου διὰ νὰ ἀποφασίσῃ ἐπὶ τῶν λεπτομερειῶν, αἱ ὁποῖαι θὰ ἀνακοινωθοῦν εἰς τὸ κοινὸν μετὰ τὴν ὁριστικὴν ἔγκρισιν. — [906, 83, 1035, 326]
headline: ΤΑ Η. ΕΘΝΗ ΘΑ ΧΡΗΣΙΜΟΠΟΙΗΘΟΥΝ ΩΣ ΕΔΡΑ ΤΗΣ ΣΥΝΔΙΑΣΚΕΨΕΩΣ ΑΝΑΤΟΛΗΣ ΚΑΙ ΔΥΣΕΩΣ — [185, 1334, 405, 1377]
article-body: ΑΘΗΝΑΙ, 7.— Ἡ ὑπηρεσία ἀνεκοίνωσε χθὲς ὅτι αἱ σχετικαὶ ἐνέργειαι συνεχίζονται κατὰ τὰς προβλεπομένας διατάξεις καὶ ὅτι ἡ ἀπόφασις θὰ ληφθῇ ἐντὸς τῶν προσεχῶν ἡμερῶν. Κατὰ τὰς πληροφορίας, αἱ ἁρμόδιαι ἀρχαὶ ἐξετάζουν τὸ ζήτημα μετὰ προσοχῆς, λαμβάνουσαι ὑπ' ὄψιν καὶ τὰς γνώμας τῶν ἐνδιαφερομένων. Ἐξ ἄλλου, γνωστοποιεῖται ὅτι ἡ ἐπιτροπὴ θὰ συνέλθῃ ἐκ νέου διὰ νὰ ἀποφασίσῃ ἐπὶ τῶν λεπτομερειῶν, αἱ ὁποῖαι θὰ ἀνακοινωθοῦν εἰς τὸ κοινὸν μετὰ τὴν ὁριστικὴν ἔγκρισιν. ΑΘΗΝΑΙ, 7.— Ἡ ὑπηρεσία ἀνεκοίνωσε χθὲς ὅτι αἱ σχετικαὶ ἐνέργειαι συνεχίζονται κατὰ τὰς προβλεπομένας διατάξεις καὶ ὅτι ἡ ἀπόφασις θὰ ληφθῇ ἐντὸς τῶν προσεχῶν ἡμερῶν. Κατὰ τὰς πληροφορίας, αἱ ἁρμόδιαι ἀρχαὶ ἐξετάζουν τὸ ζήτημα μετὰ προσοχῆς, λαμβάνουσαι ὑπ' ὄψιν καὶ τὰς γνώμας τῶν ἐνδιαφερομένων. Ἐξ ἄλλου, γνωστοποιεῖται ὅτι ἡ ἐπιτροπὴ θὰ συνέλθῃ ἐκ νέου διὰ νὰ ἀποφασίσῃ ἐπὶ τῶν λεπτομερειῶν, αἱ ὁποῖαι θὰ ἀνακοινωθοῦν εἰς τὸ κοινὸν μετὰ τὴν ὁριστικὴν ἔγκρισιν. — [176, 754, 415, 883]
article-body: ΑΘΗΝΑΙ, 7.— Ἡ ὑπηρεσία ἀνεκοίνωσε χθὲς ὅτι αἱ σχετικαὶ ἐνέργειαι συνεχίζονται κατὰ τὰς προβλεπομένας διατάξεις καὶ ὅτι ἡ ἀπόφασις θὰ ληφθῇ ἐντὸς τῶν προσεχῶν ἡμερῶν. Κατὰ τὰς πληροφορίας, αἱ ἁρμόδιαι ἀρχαὶ ἐξετάζουν τὸ ζήτημα μετὰ προσοχῆς, λαμβάνουσαι ὑπ' ὄψιν καὶ τὰς γνώμας τῶν ἐνδιαφερομένων. Ἐξ ἄλλου, γνωστοποιεῖται ὅτι ἡ ἐπιτροπὴ θὰ συνέλθῃ ἐκ νέου διὰ νὰ ἀποφασίσῃ ἐπὶ τῶν λεπτομερειῶν, αἱ ὁποῖαι θὰ ἀνακοινωθοῦν εἰς τὸ κοινὸν μετὰ τὴν ὁριστικὴν ἔγκρισιν. ΑΘΗΝΑΙ, 7.— Ἡ ὑπηρεσία ἀνεκοίνωσε χθὲς ὅτι αἱ σχετικαὶ ἐνέργειαι συνεχίζονται κατὰ τὰς προβλεπομένας διατάξεις καὶ ὅτι ἡ ἀπόφασις θὰ ληφθῇ ἐντὸς τῶν προσεχῶν ἡμερῶν. Κατὰ τὰς πληροφορίας, αἱ ἁρμόδιαι ἀρχαὶ ἐξετάζουν τὸ ζήτημα μετὰ προσοχῆς, λαμβάνουσαι ὑπ' ὄψιν καὶ τὰς γνώμας τῶν ἐνδιαφερομένων. Ἐξ ἄλλου, γνωστοποιεῖται ὅτι ἡ ἐπιτροπὴ θὰ συνέλθῃ ἐκ νέου διὰ νὰ ἀποφασίσῃ ἐπὶ τῶν λεπτομερειῶν, αἱ ὁποῖαι θὰ ἀνακοινωθοῦν εἰς τὸ κοινὸν μετὰ τὴν ὁριστικὴν ἔγκρισιν. ΑΘΗΝΑΙ, 7.— Ἡ ὑπηρεσία ἀνεκοίνωσε χθὲς ὅτι αἱ σχετικαὶ ἐνέργειαι συνεχίζονται κατὰ τὰς προβλεπομένας διατάξεις καὶ ὅτι ἡ ἀπόφασις θὰ ληφθῇ ἐντὸς τῶν προσεχῶν ἡμερῶν. Κατὰ τὰς πληροφορίας, αἱ ἁρμόδιαι ἀρχαὶ ἐξετάζουν τὸ ζήτημα μετὰ προσοχῆς, λαμβάνουσαι ὑπ' ὄψιν καὶ τὰς γνώμας τῶν ἐνδιαφερομένων. Ἐξ ἄλλου, γνωστοποιεῖται ὅτι ἡ ἐπιτροπὴ θὰ συνέλθῃ ἐκ νέου διὰ νὰ ἀποφασίσῃ ἐπὶ τῶν λεπτομερειῶν, αἱ ὁποῖαι θὰ ἀνακοινωθοῦν εἰς τὸ κοινὸν μετὰ τὴν ὁριστικὴν ἔγκρισιν. ΚΑΙ ΑΛΛΑΙ ΑΝΑΒΟΛΑΙ ΑΘΗΝΑΙ, 7.— Ἡ ὑπηρεσία ἀνεκοίνωσε χθὲς ὅτι αἱ σχετικαὶ ἐνέργειαι συνεχίζονται κατὰ τὰς προβλεπομένας διατάξεις καὶ ὅτι ἡ ἀπόφασις θὰ ληφθῇ ἐντὸς τῶν προσεχῶν ἡμερῶν. Κατὰ τὰς πληροφορίας, αἱ ἁρμόδιαι ἀρχαὶ ἐξετάζουν τὸ ζήτημα μετὰ προσοχῆς, λαμβάνουσαι ὑπ' ὄψιν καὶ τὰς γνώμας τῶν ἐνδιαφερομένων. Ἐξ ἄλλου, γνωστοποιεῖται ὅτι ἡ ἐπιτροπὴ θὰ συνέλθῃ ἐκ νέου διὰ νὰ ἀποφασίσῃ ἐπὶ τῶν λεπτομερειῶν, αἱ ὁποῖαι θὰ ἀνακοινωθοῦν εἰς τὸ κοινὸν μετὰ τὴν ὁριστικὴν ἔγκρισιν. ΙΑΠΩΝΙΚΟΣ ΠΥΡΑΥΛΟΣ ΑΘΗΝΑΙ, 7.— Ἡ ὑπηρεσία ἀνεκοίνωσε χθὲς ὅτι αἱ σχετικαὶ ἐνέργειαι συνεχίζονται κατὰ τὰς προβλεπομένας διατάξεις καὶ ὅτι ἡ ἀπόφασις θὰ ληφθῇ ἐντὸς τῶν προσεχῶν ἡμερῶν. Κατὰ τὰς πληροφορίας, αἱ ἁρμόδιαι ἀρχαὶ ἐξετάζουν τὸ ζήτημα μετὰ προσοχῆς, λαμβάνουσαι ὑπ' ὄψιν καὶ τὰς γνώμας τῶν ἐνδιαφερομένων. Ἐξ ἄλλου, γνωστοποιεῖται ὅτι ἡ ἐπιτροπὴ θὰ συνέλθῃ ἐκ νέου διὰ νὰ ἀποφασίσῃ ἐπὶ τῶν λεπτομερειῶν, αἱ ὁποῖαι θὰ ἀνακοινωθοῦν εἰς τὸ κοινὸν μετὰ τὴν ὁριστικὴν ἔγκρισιν. — [544, 168, 896, 394]
column-rule — [901, 34, 902, 1511]
article-body: ΑΘΗΝΑΙ, 7.— Ἡ ὑπηρεσία ἀνεκοίνωσε χθὲς ὅτι αἱ σχετικαὶ ἐνέργειαι συνεχίζονται κατὰ τὰς προβλεπομένας διατάξεις καὶ ὅτι ἡ ἀπόφασις θὰ ληφθῇ ἐντὸς τῶν προσεχῶν ἡμερῶν. Κατὰ τὰς πληροφορίας, αἱ ἁρμόδιαι ἀρχαὶ ἐξετάζουν τὸ ζήτημα μετὰ προσοχῆς, λαμβάνουσαι ὑπ' ὄψιν καὶ τὰς γνώμας τῶν ἐνδιαφερομένων. Ἐξ ἄλλου, γνωστοποιεῖται ὅτι ἡ ἐπιτροπὴ θὰ συνέλθῃ ἐκ νέου διὰ νὰ ἀποφασίσῃ ἐπὶ τῶν λεπτομερειῶν, αἱ ὁποῖαι θὰ ἀνακοινωθοῦν εἰς τὸ κοινὸν μετὰ τὴν ὁριστικὴν ἔγκρισιν. — [7, 332, 163, 420]
section-label: ΟΙ «ΤΑΙΜΣ ΤΗΣ Ν. ΥΟΡΚΗΣ» — [794, 1302, 886, 1310]
article-body: ΑΘΗΝΑΙ, 7.— Ἡ ὑπηρεσία ἀνεκοίνωσε χθὲς ὅτι αἱ σχετικαὶ ἐνέργειαι συνεχίζονται κατὰ τὰς προβλεπομένας διατάξεις καὶ ὅτι ἡ ἀπόφασις θὰ ληφθῇ ἐντὸς τῶν προσεχῶν ἡμερῶν. Κατὰ τὰς πληροφορίας, αἱ ἁρμόδιαι ἀρχαὶ ἐξετάζουν τὸ ζήτημα μετὰ προσοχῆς, λαμβάνουσαι ὑπ' ὄψιν καὶ τὰς γνώμας τῶν ἐνδιαφερομένων. Ἐξ ἄλλου, γνωστοποιεῖται ὅτι ἡ ἐπιτροπὴ θὰ συνέλθῃ ἐκ νέου διὰ νὰ ἀποφασίσῃ ἐπὶ τῶν λεπτομερειῶν, αἱ ὁποῖαι θὰ ἀνακοινωθοῦν εἰς τὸ κοινὸν μετὰ τὴν ὁριστικὴν ἔγκρισιν. — [906, 1995, 1035, 2115]
headline: Η ΚΑΤΑΝΑΛΩΣΙΣ ΤΩΝ ΣΙΓΑΡΕΤΤΩΝ — [34, 1787, 135, 1809]
section-label: ΙΑΠΩΝΙΚΟΣ ΠΥΡΑΥΛΟΣ — [802, 251, 878, 259]
column-2 — [176, 34, 415, 2076]
article-body: ΑΘΗΝΑΙ, 7.— Ἡ ὑπηρεσία ἀνεκοίνωσε χθὲς ὅτι αἱ σχετικαὶ ἐνέργειαι συνεχίζονται κατὰ τὰς προβλεπομένας διατάξεις καὶ ὅτι ἡ ἀπόφασις θὰ ληφθῇ ἐντὸς τῶν προσεχῶν ἡμερῶν. Κατὰ τὰς πληροφορίας, αἱ ἁρμόδιαι ἀρχαὶ ἐξετάζουν τὸ ζήτημα μετὰ προσοχῆς, λαμβάνουσαι ὑπ' ὄψιν καὶ τὰς γνώμας τῶν ἐνδιαφερομένων. Ἐξ ἄλλου, γνωστοποιεῖται ὅτι ἡ ἐπιτροπὴ θὰ συνέλθῃ ἐκ νέου διὰ νὰ ἀποφασίσῃ ἐπὶ τῶν λεπτομερειῶν, αἱ ὁποῖαι θὰ ἀνακοινωθοῦν εἰς τὸ κοινὸν μετὰ τὴν ὁριστικὴν ἔγκρισιν. — [427, 853, 534, 990]
article-body: ΑΘΗΝΑΙ, 7.— Ἡ ὑπηρεσία ἀνεκοίνωσε χθὲς ὅτι αἱ σχετικαὶ ἐνέργειαι συνεχίζονται κατὰ τὰς προβλεπομένας διατάξεις καὶ ὅτι ἡ ἀπόφασις θὰ ληφθῇ ἐντὸς τῶν προσεχῶν ἡμερῶν. Κατὰ τὰς πληροφορίας, αἱ ἁρμόδιαι ἀρχαὶ ἐξετάζουν τὸ ζήτημα μετὰ προσοχῆς, λαμβάνουσαι ὑπ' ὄψιν καὶ τὰς γνώμας τῶν ἐνδιαφερομένων. Ἐξ ἄλλου, γνωστοποιεῖται ὅτι ἡ ἐπιτροπὴ θὰ συνέλθῃ ἐκ νέου διὰ νὰ ἀποφασίσῃ ἐπὶ τῶν λεπτομερειῶν, αἱ ὁποῖαι θὰ ἀνακοινωθοῦν εἰς τὸ κοινὸν μετὰ τὴν ὁριστικὴν ἔγκρισιν. — [7, 208, 163, 296]
headline: ΑΠΕΡΡΙΦΘΗ ΑΙΤΗΣΙΣ ΤΩΝ ΠΙΣΤΩΤΩΝ ΤΗΣ ΕΤΑΙΡΕΙΑΣ ΛΑΝΑΡΑ-ΚΥΡΤΣΗ ΠΕΡΙ ΕΙΔΙΚΗΣ ΕΚΚΑΘΑΡΙΣΕΩΣ ΑΥΤΗΣ — [180, 895, 411, 938]
headline: ΑΠΟΤΕΛΕΣΜΑΤΙΚΟΣ ΕΜΒΟΛΙΑΣΜΟΣ ΚΑΤΑ ΤΟΥ ΚΑΡΚΙΝΟΥ — [430, 1184, 530, 1217]
article-body: ΑΘΗΝΑΙ, 7.— Ἡ ὑπηρεσία ἀνεκοίνωσε χθὲς ὅτι αἱ σχετικαὶ ἐνέργειαι συνεχίζονται κατὰ τὰς προβλεπομένας διατάξεις καὶ ὅτι ἡ ἀπόφασις θὰ ληφθῇ ἐντὸς τῶν προσεχῶν ἡμερῶν. Κατὰ τὰς πληροφορίας, αἱ ἁρμόδιαι ἀρχαὶ ἐξετάζουν τὸ ζήτημα μετὰ προσοχῆς, λαμβάνουσαι ὑπ' ὄψιν καὶ τὰς γνώμας τῶν ἐνδιαφερομένων. Ἐξ ἄλλου, γνωστοποιεῖται ὅτι ἡ ἐπιτροπὴ θὰ συνέλθῃ ἐκ νέου διὰ νὰ ἀποφασίσῃ ἐπὶ τῶν λεπτομερειῶν, αἱ ὁποῖαι θὰ ἀνακοινωθοῦν εἰς τὸ κοινὸν μετὰ τὴν ὁριστικὴν ἔγκρισιν. — [427, 1578, 534, 1715]
headline-box — [176, 36, 415, 168]
headline: Ο ΡΑΠΑΚΥ ΕΙΣΗΧΘΕΝ ΕΙΣ ΚΛΙΝΙΚΗΝ — [910, 2126, 1031, 2148]
article-body: ΑΘΗΝΑΙ, 7.— Ἡ ὑπηρεσία ἀνεκοίνωσε χθὲς ὅτι αἱ σχετικαὶ ἐνέργειαι συνεχίζονται κατὰ τὰς προβλεπομένας διατάξεις καὶ ὅτι ἡ ἀπόφασις θὰ ληφθῇ ἐντὸς τῶν προσεχῶν ἡμερῶν. Κατὰ τὰς πληροφορίας, αἱ ἁρμόδιαι ἀρχαὶ ἐξετάζουν τὸ ζήτημα μετὰ προσοχῆς, λαμβάνουσαι ὑπ' ὄψιν καὶ τὰς γνώμας τῶν ἐνδιαφερομένων. Ἐξ ἄλλου, γνωστοποιεῖται ὅτι ἡ ἐπιτροπὴ θὰ συνέλθῃ ἐκ νέου διὰ νὰ ἀποφασίσῃ ἐπὶ τῶν λεπτομερειῶν, αἱ ὁποῖαι θὰ ἀνακοινωθοῦν εἰς τὸ κοινὸν μετὰ τὴν ὁριστικὴν ἔγκρισιν. ΑΘΗΝΑΙ, 7.— Ἡ ὑπηρεσία ἀνεκοίνωσε χθὲς ὅτι αἱ σχετικαὶ ἐνέργειαι συνεχίζονται κατὰ τὰς προβλεπομένας διατάξεις καὶ ὅτι ἡ ἀπόφασις θὰ ληφθῇ ἐντὸς τῶν προσεχῶν ἡμερῶν. Κατὰ τὰς πληροφορίας, αἱ ἁρμόδιαι ἀρχαὶ ἐξετάζουν τὸ ζήτημα μετὰ προσοχῆς, λαμβάνουσαι ὑπ' ὄψιν καὶ τὰς γνώμας τῶν ἐνδιαφερομένων. Ἐξ ἄλλου, γνωστοποιεῖται ὅτι ἡ ἐπιτροπὴ θὰ συνέλθῃ ἐκ νέου διὰ νὰ ἀποφασίσῃ ἐπὶ τῶν λεπτομερειῶν, αἱ ὁποῖαι θὰ ἀνακοινωθοῦν εἰς τὸ κοινὸν μετὰ τὴν ὁριστικὴν ἔγκρισιν. — [176, 1194, 415, 1323]
headline: ΜΕΤΑΔΙΔΕΙ ΑΠΟ ΕΝΑ ΤΗΛΕΦΩΝΙΚΟΝ ΣΤΥΛΟΝ ΤΑΣ ΦΑΣΕΙΣ ΣΧΟΛΙΚΟΥ ΤΟΥΡΝΟΥΑ ΜΠΑΣΚΕΤ — [183, 1541, 407, 1583]
article-body: ΣΥΝΕΧΕΙΑ ἐκ τῆς 1ης σελίδος ΑΘΗΝΑΙ, 7.— Ἡ ὑπηρεσία ἀνεκοίνωσε χθὲς ὅτι αἱ σχετικαὶ ἐνέργειαι συνεχίζονται κατὰ τὰς προβλεπομένας διατάξεις καὶ ὅτι ἡ ἀπόφασις θὰ ληφθῇ ἐντὸς τῶν προσεχῶν ἡμερῶν. Κατὰ τὰς πληροφορίας, αἱ ἁρμόδιαι ἀρχαὶ ἐξετάζουν τὸ ζήτημα μετὰ προσοχῆς, λαμβάνουσαι ὑπ' ὄψιν καὶ τὰς γνώμας τῶν ἐνδιαφερομένων. Ἐξ ἄλλου, γνωστοποιεῖται ὅτι ἡ ἐπιτροπὴ θὰ συνέλθῃ ἐκ νέου διὰ νὰ ἀποφασίσῃ ἐπὶ τῶν λεπτομερειῶν, αἱ ὁποῖαι θὰ ἀνακοινωθοῦν εἰς τὸ κοινὸν μετὰ τὴν ὁριστικὴν ἔγκρισιν. ΑΘΗΝΑΙ, 7.— Ἡ ὑπηρεσία ἀνεκοίνωσε χθὲς ὅτι αἱ σχετικαὶ ἐνέργειαι συνεχίζονται κατὰ τὰς προβλεπομένας διατάξεις καὶ ὅτι ἡ ἀπόφασις θὰ ληφθῇ ἐντὸς τῶν προσεχῶν ἡμερῶν. Κατὰ τὰς πληροφορίας, αἱ ἁρμόδιαι ἀρχαὶ ἐξετάζουν τὸ ζήτημα μετὰ προσοχῆς, λαμβάνουσαι ὑπ' ὄψιν καὶ τὰς γνώμας τῶν ἐνδιαφερομένων. Ἐξ ἄλλου, γνωστοποιεῖται ὅτι ἡ ἐπιτροπὴ θὰ συνέλθῃ ἐκ νέου διὰ νὰ ἀποφασίσῃ ἐπὶ τῶν λεπτομερειῶν, αἱ ὁποῖαι θὰ ἀνακοινωθοῦν εἰς τὸ κοινὸν μετὰ τὴν ὁριστικὴν ἔγκρισιν. ΤΑ ΠΟΣΟΣΤΑ ΑΘΗΝΑΙ, 7.— Ἡ ὑπηρεσία ἀνεκοίνωσε χθὲς ὅτι αἱ σχετικαὶ ἐνέργειαι συνεχίζονται κατὰ τὰς προβλεπομένας διατάξεις καὶ ὅτι ἡ ἀπόφασις θὰ ληφθῇ ἐντὸς τῶν προσεχῶν ἡμερῶν. Κατὰ τὰς πληροφορίας, αἱ ἁρμόδιαι ἀρχαὶ ἐξετάζουν τὸ ζήτημα μετὰ προσοχῆς, λαμβάνουσαι ὑπ' ὄψιν καὶ τὰς γνώμας τῶν ἐνδιαφερομένων. Ἐξ ἄλλου, γνωστοποιεῖται ὅτι ἡ ἐπιτροπὴ θὰ συνέλθῃ ἐκ νέου διὰ νὰ ἀποφασίσῃ ἐπὶ τῶν λεπτομερειῶν, αἱ ὁποῖαι θὰ ἀνακοινωθοῦν εἰς τὸ κοινὸν μετὰ τὴν ὁριστικὴν ἔγκρισιν. ΤΟ ΔΗΜΟΚΡΑΤΙΚΟΝ ΑΘΗΝΑΙ, 7.— Ἡ ὑπηρεσία ἀνεκοίνωσε χθὲς ὅτι αἱ σχετικαὶ ἐνέργειαι συνεχίζονται κατὰ τὰς προβλεπομένας διατάξεις καὶ ὅτι ἡ ἀπόφασις θὰ ληφθῇ ἐντὸς τῶν προσεχῶν ἡμερῶν. Κατὰ τὰς πληροφορίας, αἱ ἁρμόδιαι ἀρχαὶ ἐξετάζουν τὸ ζήτημα μετὰ προσοχῆς, λαμβάνουσαι ὑπ' ὄψιν καὶ τὰς γνώμας τῶν ἐνδιαφερομένων. Ἐξ ἄλλου, γνωστοποιεῖται ὅτι ἡ ἐπιτροπὴ θὰ συνέλθῃ ἐκ νέου διὰ νὰ ἀποφασίσῃ ἐπὶ τῶν λεπτομερειῶν, αἱ ὁποῖαι θὰ ἀνακοινωθοῦν εἰς τὸ κοινὸν μετὰ τὴν ὁριστικὴν ἔγκρισιν. Η ΕΠΙΤΡΟΠΗ ΑΝΑΛΟΓΙΚΗΣ ΑΘΗΝΑΙ, 7.— Ἡ ὑπηρεσία ἀνεκοίνωσε χθὲς ὅτι αἱ σχετικαὶ ἐνέργειαι συνεχίζονται κατὰ τὰς προβλεπομένας διατάξεις καὶ ὅτι ἡ ἀπόφασις θὰ ληφθῇ ἐντὸς τῶν προσεχῶν ἡμερῶν. Κατὰ τὰς πληροφορίας, αἱ ἁρμόδιαι ἀρχαὶ ἐξετάζουν τὸ ζήτημα μετὰ προσοχῆς, λαμβάνουσαι ὑπ' ὄψιν καὶ τὰς γνώμας τῶν ἐνδιαφερομένων. Ἐξ ἄλλου, γνωστοποιεῖται ὅτι ἡ ἐπιτροπὴ θὰ συνέλθῃ ἐκ νέου διὰ νὰ ἀποφασίσῃ ἐπὶ τῶν λεπτομερειῶν, αἱ ὁποῖαι θὰ ἀνακοινωθοῦν εἰς τὸ κοινὸν μετὰ τὴν ὁριστικὴν ἔγκρισιν. ΔΕΝ ΕΠΙΣΤΡΕΦΟΥΝ ΑΘΗΝΑΙ, 7.— Ἡ ὑπηρεσία ἀνεκοίνωσε χθὲς ὅτι αἱ σχετικαὶ ἐνέργειαι συνεχίζονται κατὰ τὰς προβλεπομένας διατάξεις καὶ ὅτι ἡ ἀπόφασις θὰ ληφθῇ ἐντὸς τῶν προσεχῶν ἡμερῶν. Κατὰ τὰς πληροφορίας, αἱ ἁρμόδιαι ἀρχαὶ ἐξετάζουν τὸ ζήτημα μετὰ προσοχῆς, λαμβάνουσαι ὑπ' ὄψιν καὶ τὰς γνώμας τῶν ἐνδιαφερομένων. Ἐξ ἄλλου, γνωστοποιεῖται ὅτι ἡ ἐπιτροπὴ θὰ συνέλθῃ ἐκ νέου διὰ νὰ ἀποφασίσῃ ἐπὶ τῶν λεπτομερειῶν, αἱ ὁποῖαι θὰ ἀνακοινωθοῦν εἰς τὸ κοινὸν μετὰ τὴν ὁριστικὴν ἔγκρισιν. Η ΑΠΟΓΡΑΦΗ ΤΟΥ 1951 ΑΘΗΝΑΙ, 7.— Ἡ ὑπηρεσία ἀνεκοίνωσε χθὲς ὅτι αἱ σχετικαὶ ἐνέργειαι συνεχίζονται κατὰ τὰς προβλεπομένας διατάξεις καὶ ὅτι ἡ ἀπόφασις θὰ ληφθῇ ἐντὸς τῶν προσεχῶν ἡμερῶν. Κατὰ τὰς πληροφορίας, αἱ ἁρμόδιαι ἀρχαὶ ἐξετάζουν τὸ ζήτημα μετὰ προσοχῆς, λαμβάνουσαι ὑπ' ὄψιν καὶ τὰς γνώμας τῶν ἐνδιαφερομένων. Ἐξ ἄλλου, γνωστοποιεῖται ὅτι ἡ ἐπιτροπὴ θὰ συνέλθῃ ἐκ νέου διὰ νὰ ἀποφασίσῃ ἐπὶ τῶν λεπτομερειῶν, αἱ ὁποῖαι θὰ ἀνακοινωθοῦν εἰς τὸ κοινὸν μετὰ τὴν ὁριστικὴν ἔγκρισιν. ΑΜΕΡΟΛΗΝΙΑ ΑΘΗΝΑΙ, 7.— Ἡ ὑπηρεσία ἀνεκοίνωσε χθὲς ὅτι αἱ σχετικαὶ ἐνέργειαι συνεχίζονται κατὰ τὰς προβλεπομένας διατάξεις καὶ ὅτι ἡ ἀπόφασις θὰ ληφθῇ ἐντὸς τῶν προσεχῶν ἡμερῶν. Κατὰ τὰς πληροφορίας, αἱ ἁρμόδιαι ἀρχαὶ ἐξετάζουν τὸ ζήτημα μετὰ προσοχῆς, λαμβάνουσαι ὑπ' ὄψιν καὶ τὰς γνώμας τῶν ἐνδιαφερομένων. Ἐξ ἄλλου, γνωστοποιεῖται ὅτι ἡ ἐπιτροπὴ θὰ συνέλθῃ ἐκ νέου διὰ νὰ ἀποφασίσῃ ἐπὶ τῶν λεπτομερειῶν, αἱ ὁποῖαι θὰ ἀνακοινωθοῦν εἰς τὸ κοινὸν μετὰ τὴν ὁριστικὴν ἔγκρισιν. ΣΥΝΤΑΞΙΟΥΧΟΙ ΣΕΡΡΩΝ ΑΘΗΝΑΙ, 7.— Ἡ ὑπηρεσία ἀνεκοίνωσε χθὲς ὅτι αἱ σχετικαὶ ἐνέργειαι συνεχίζονται κατὰ τὰς προβλεπομένας διατάξεις καὶ ὅτι ἡ ἀπόφασις θὰ ληφθῇ ἐντὸς τῶν προσεχῶν ἡμερῶν. Κατὰ τὰς πληροφορίας, αἱ ἁρμόδιαι ἀρχαὶ ἐξετάζουν τὸ ζήτημα μετὰ προσοχῆς, λαμβάνουσαι ὑπ' ὄψιν καὶ τὰς γνώμας τῶν ἐνδιαφερομένων. Ἐξ ἄλλου, γνωστοποιεῖται ὅτι ἡ ἐπιτροπὴ θὰ συνέλθῃ ἐκ νέου διὰ νὰ ἀποφασίσῃ ἐπὶ τῶν λεπτομερειῶν, αἱ ὁποῖαι θὰ ἀνακοινωθοῦν εἰς τὸ κοινὸν μετὰ τὴν ὁριστικὴν ἔγκρισιν. ΕΙΣ ΤΟ ΚΙΛΚΙΣ ΑΘΗΝΑΙ, 7.— Ἡ ὑπηρεσία ἀνεκοίνωσε χθὲς ὅτι αἱ σχετικαὶ ἐνέργειαι συνεχίζονται κατὰ τὰς προβλεπομένας διατάξεις καὶ ὅτι ἡ ἀπόφασις θὰ ληφθῇ ἐντὸς τῶν προσεχῶν ἡμερῶν. Κατὰ τὰς πληροφορίας, αἱ ἁρμόδιαι ἀρχαὶ ἐξετάζουν τὸ ζήτημα μετὰ προσοχῆς, λαμβάνουσαι ὑπ' ὄψιν καὶ τὰς γνώμας τῶν ἐνδιαφερομένων. Ἐξ ἄλλου, γνωστοποιεῖται ὅτι ἡ ἐπιτροπὴ θὰ συνέλθῃ ἐκ νέου διὰ νὰ ἀποφασίσῃ ἐπὶ τῶν λεπτομερειῶν, αἱ ὁποῖαι θὰ ἀνακοινωθοῦν εἰς τὸ κοινὸν μετὰ τὴν ὁριστικὴν ἔγκρισιν. ΟΙ «ΤΑΙΜΣ ΤΗΣ Ν. ΥΟΡΚΗΣ» ΑΘΗΝΑΙ, 7.— Ἡ ὑπηρεσία ἀνεκοίνωσε χθὲς ὅτι αἱ σχετικαὶ ἐνέργειαι συνεχίζονται κατὰ τὰς προβλεπομένας διατάξεις καὶ ὅτι ἡ ἀπόφασις θὰ ληφθῇ ἐντὸς τῶν προσεχῶν ἡμερῶν. Κατὰ τὰς πληροφορίας, αἱ ἁρμόδιαι ἀρχαὶ ἐξετάζουν τὸ ζήτημα μετὰ προσοχῆς, λαμβάνουσαι ὑπ' ὄψιν καὶ τὰς γνώμας τῶν ἐνδιαφερομένων. Ἐξ ἄλλου, γνωστοποιεῖται ὅτι ἡ ἐπιτροπὴ θὰ συνέλθῃ ἐκ νέου διὰ νὰ ἀποφασίσῃ ἐπὶ τῶν λεπτομερειῶν, αἱ ὁποῖαι θὰ ἀνακοινωθοῦν εἰς τὸ κοινὸν μετὰ τὴν ὁριστικὴν ἔγκρισιν. ΧΑΙ-ΝΤΕΡΑΜΠΑΝΤ, Ἰνδίαι, 7 ΑΘΗΝΑΙ, 7.— Ἡ ὑπηρεσία ἀνεκοίνωσε χθὲς ὅτι αἱ σχετικαὶ ἐνέργειαι συνεχίζονται κατὰ τὰς προβλεπομένας διατάξεις καὶ ὅτι ἡ ἀπόφασις θὰ ληφθῇ ἐντὸς τῶν προσεχῶν ἡμερῶν. Κατὰ τὰς πληροφορίας, αἱ ἁρμόδιαι ἀρχαὶ ἐξετάζουν τὸ ζήτημα μετὰ προσοχῆς, λαμβάνουσαι ὑπ' ὄψιν καὶ τὰς γνώμας τῶν ἐνδιαφερομένων. Ἐξ ἄλλου, γνωστοποιεῖται ὅτι ἡ ἐπιτροπὴ θὰ συνέλθῃ ἐκ νέου διὰ νὰ ἀποφασίσῃ ἐπὶ τῶν λεπτομερειῶν, αἱ ὁποῖαι θὰ ἀνακοινωθοῦν εἰς τὸ κοινὸν μετὰ τὴν ὁριστικὴν ἔγκρισιν. — [544, 1019, 896, 1583]
headline: ΦΕΙΔΩ ΕΙΣ ΤΑΣ ΠΙΣΤΩΣΕΙΣ ΖΗΤΕΙΤΑ Ο Κ. ΜΕΡΤΙΚΟΠΟΥΛΟΣ — [10, 691, 159, 713]
headline: ΑΙ ΣΥΝΟΜΙΛΙΑΙ ΙΤΑΛΩΝ ΚΑΙ ΓΙΟΥΓΚΟΣΛΑΒΩΝ — [21, 1358, 148, 1380]
article-body: ΑΘΗΝΑΙ, 7.— Ἡ ὑπηρεσία ἀνεκοίνωσε χθὲς ὅτι αἱ σχετικαὶ ἐνέργειαι συνεχίζονται κατὰ τὰς προβλεπομένας διατάξεις καὶ ὅτι ἡ ἀπόφασις θὰ ληφθῇ ἐντὸς τῶν προσεχῶν ἡμερῶν. Κατὰ τὰς πληροφορίας, αἱ ἁρμόδιαι ἀρχαὶ ἐξετάζουν τὸ ζήτημα μετὰ προσοχῆς, λαμβάνουσαι ὑπ' ὄψιν καὶ τὰς γνώμας τῶν ἐνδιαφερομένων. Ἐξ ἄλλου, γνωστοποιεῖται ὅτι ἡ ἐπιτροπὴ θὰ συνέλθῃ ἐκ νέου διὰ νὰ ἀποφασίσῃ ἐπὶ τῶν λεπτομερειῶν, αἱ ὁποῖαι θὰ ἀνακοινωθοῦν εἰς τὸ κοινὸν μετὰ τὴν ὁριστικὴν ἔγκρισιν. ΑΘΗΝΑΙ, 7.— Ἡ ὑπηρεσία ἀνεκοίνωσε χθὲς ὅτι αἱ σχετικαὶ ἐνέργειαι συνεχίζονται κατὰ τὰς προβλεπομένας διατάξεις καὶ ὅτι ἡ ἀπόφασις θὰ ληφθῇ ἐντὸς τῶν προσεχῶν ἡμερῶν. Κατὰ τὰς πληροφορίας, αἱ ἁρμόδιαι ἀρχαὶ ἐξετάζουν τὸ ζήτημα μετὰ προσοχῆς, λαμβάνουσαι ὑπ' ὄψιν καὶ τὰς γνώμας τῶν ἐνδιαφερομένων. Ἐξ ἄλλου, γνωστοποιεῖται ὅτι ἡ ἐπιτροπὴ θὰ συνέλθῃ ἐκ νέου διὰ νὰ ἀποφασίσῃ ἐπὶ τῶν λεπτομερειῶν, αἱ ὁποῖαι θὰ ἀνακοινωθοῦν εἰς τὸ κοινὸν μετὰ τὴν ὁριστικὴν ἔγκρισιν. — [176, 1947, 415, 2076]
article-body: ΑΘΗΝΑΙ, 7.— Ἡ ὑπηρεσία ἀνεκοίνωσε χθὲς ὅτι αἱ σχετικαὶ ἐνέργειαι συνεχίζονται κατὰ τὰς προβλεπομένας διατάξεις καὶ ὅτι ἡ ἀπόφασις θὰ ληφθῇ ἐντὸς τῶν προσεχῶν ἡμερῶν. Κατὰ τὰς πληροφορίας, αἱ ἁρμόδιαι ἀρχαὶ ἐξετάζουν τὸ ζήτημα μετὰ προσοχῆς, λαμβάνουσαι ὑπ' ὄψιν καὶ τὰς γνώμας τῶν ἐνδιαφερομένων. Ἐξ ἄλλου, γνωστοποιεῖται ὅτι ἡ ἐπιτροπὴ θὰ συνέλθῃ ἐκ νέου διὰ νὰ ἀποφασίσῃ ἐπὶ τῶν λεπτομερειῶν, αἱ ὁποῖαι θὰ ἀνακοινωθοῦν εἰς τὸ κοινὸν μετὰ τὴν ὁριστικὴν ἔγκρισιν. — [427, 94, 534, 231]
article-body: ΑΘΗΝΑΙ, 7.— Ἡ ὑπηρεσία ἀνεκοίνωσε χθὲς ὅτι αἱ σχετικαὶ ἐνέργειαι συνεχίζονται κατὰ τὰς προβλεπομένας διατάξεις καὶ ὅτι ἡ ἀπόφασις θὰ ληφθῇ ἐντὸς τῶν προσεχῶν ἡμερῶν. Κατὰ τὰς πληροφορίας, αἱ ἁρμόδιαι ἀρχαὶ ἐξετάζουν τὸ ζήτημα μετὰ προσοχῆς, λαμβάνουσαι ὑπ' ὄψιν καὶ τὰς γνώμας τῶν ἐνδιαφερομένων. Ἐξ ἄλλου, γνωστοποιεῖται ὅτι ἡ ἐπιτροπὴ θὰ συνέλθῃ ἐκ νέου διὰ νὰ ἀποφασίσῃ ἐπὶ τῶν λεπτομερειῶν, αἱ ὁποῖαι θὰ ἀνακοινωθοῦν εἰς τὸ κοινὸν μετὰ τὴν ὁριστικὴν ἔγκρισιν. — [427, 1405, 534, 1542]
section-label: ΤΑ ΠΟΣΟΣΤΑ — [578, 1299, 621, 1307]
section-label: ΑΙ ΒΑΣΕΙΣ ΠΥΡΑΥΛΩΝ — [259, 745, 332, 753]
headline: ΕΚΗΔΕΥΘΗ ΕΙΣ ΤΑΣ ΠΑΤΡΑΣ Ο ΚΩΝ. ΓΚΟΤΣΗΣ — [186, 1915, 405, 1943]
section-label: ΤΟ ΓΕΡΜΑΝΙΚΟΝ — [267, 1381, 324, 1389]
section-label: ΤΟ ΔΗΜΟΚΡΑΤΙΚΟΝ — [567, 1441, 633, 1449]
section-label: ΚΑΙ ΑΛΛΑΙ ΑΝΑΒΟΛΑΙ — [684, 333, 755, 341]
headline: ΜΥΣΤΙΚΗ ΣΥΣΚΕΨΙΣ ΗΓΕΤΩΝ ΤΩΝ Κ. Κ. ΕΙΣ ΤΗΝ ΠΡΑΓΑΝ — [427, 1000, 533, 1033]
headline: ΤΗ ΣΥΜΜΕΤΟΧΗ ΚΑΙ ΤΗΣ ΤΟΥΡΚΙΑΣ — [200, 123, 391, 164]
column-1 — [7, 34, 163, 2105]
headline: Ο ΔΑΝΟΣ ΠΡΩΘΥΠΟΥΡΓΟΣ ΑΝΕΒΑΛΕ ΤΟ ΤΑΞΙΔΙΟΝ ΤΟΥ ΕΙΣ ΤΗΝ ΓΙΟΥΓΚΟΣΛΑΒΙΑΝ — [907, 1142, 1034, 1186]
article-body: ΑΘΗΝΑΙ, 7.— Ἡ ὑπηρεσία ἀνεκοίνωσε χθὲς ὅτι αἱ σχετικαὶ ἐνέργειαι συνεχίζονται κατὰ τὰς προβλεπομένας διατάξεις καὶ ὅτι ἡ ἀπόφασις θὰ ληφθῇ ἐντὸς τῶν προσεχῶν ἡμερῶν. Κατὰ τὰς πληροφορίας, αἱ ἁρμόδιαι ἀρχαὶ ἐξετάζουν τὸ ζήτημα μετὰ προσοχῆς, λαμβάνουσαι ὑπ' ὄψιν καὶ τὰς γνώμας τῶν ἐνδιαφερομένων. Ἐξ ἄλλου, γνωστοποιεῖται ὅτι ἡ ἐπιτροπὴ θὰ συνέλθῃ ἐκ νέου διὰ νὰ ἀποφασίσῃ ἐπὶ τῶν λεπτομερειῶν, αἱ ὁποῖαι θὰ ἀνακοινωθοῦν εἰς τὸ κοινὸν μετὰ τὴν ὁριστικὴν ἔγκρισιν. ΑΘΗΝΑΙ, 7.— Ἡ ὑπηρεσία ἀνεκοίνωσε χθὲς ὅτι αἱ σχετικαὶ ἐνέργειαι συνεχίζονται κατὰ τὰς προβλεπομένας διατάξεις καὶ ὅτι ἡ ἀπόφασις θὰ ληφθῇ ἐντὸς τῶν προσεχῶν ἡμερῶν. Κατὰ τὰς πληροφορίας, αἱ ἁρμόδιαι ἀρχαὶ ἐξετάζουν τὸ ζήτημα μετὰ προσοχῆς, λαμβάνουσαι ὑπ' ὄψιν καὶ τὰς γνώμας τῶν ἐνδιαφερομένων. Ἐξ ἄλλου, γνωστοποιεῖται ὅτι ἡ ἐπιτροπὴ θὰ συνέλθῃ ἐκ νέου διὰ νὰ ἀποφασίσῃ ἐπὶ τῶν λεπτομερειῶν, αἱ ὁποῖαι θὰ ἀνακοινωθοῦν εἰς τὸ κοινὸν μετὰ τὴν ὁριστικὴν ἔγκρισιν. — [7, 1598, 163, 1777]
column-3 — [427, 34, 534, 2268]
article-body: ΑΘΗΝΑΙ, 7.— Ἡ ὑπηρεσία ἀνεκοίνωσε χθὲς ὅτι αἱ σχετικαὶ ἐνέργειαι συνεχίζονται κατὰ τὰς προβλεπομένας διατάξεις καὶ ὅτι ἡ ἀπόφασις θὰ ληφθῇ ἐντὸς τῶν προσεχῶν ἡμερῶν. Κατὰ τὰς πληροφορίας, αἱ ἁρμόδιαι ἀρχαὶ ἐξετάζουν τὸ ζήτημα μετὰ προσοχῆς, λαμβάνουσαι ὑπ' ὄψιν καὶ τὰς γνώμας τῶν ἐνδιαφερομένων. Ἐξ ἄλλου, γνωστοποιεῖται ὅτι ἡ ἐπιτροπὴ θὰ συνέλθῃ ἐκ νέου διὰ νὰ ἀποφασίσῃ ἐπὶ τῶν λεπτομερειῶν, αἱ ὁποῖαι θὰ ἀνακοινωθοῦν εἰς τὸ κοινὸν μετὰ τὴν ὁριστικὴν ἔγκρισιν. — [427, 1947, 534, 2083]
section-label: ΧΑΛΑΖΟΠΤΩΣΙΣ — [813, 475, 867, 483]
headline: Ο ΕΠΙΤΕΛΑΡΧΑΙ ΘΑ ΛΑΒΟΥΝ ΟΔΗΓΙΑΣ — [17, 1572, 152, 1595]
headline: ΔΥΟ ΚΑΝΟΝΙΟΦΟΡΟΙ ΕΒΟΜΒΑΡΔΙΣΑΝ ΤΑΣ ΒΟΡΕΙΟΥΣ ΣΕΛΕΒΕΣ — [921, 1667, 1021, 1701]
section-label: ΑΜΕΡΟΛΗΝΙΑ — [697, 1444, 743, 1452]
headline: ΦΟΡΤΗΓΟΝ ΕΣΩΚΕΙΛΕΝ ΕΙΣ ΤΗΝ ΔΙΩΡΥΓΑ ΣΟΥΕΖ — [912, 2282, 1029, 2305]
column-rule — [169, 34, 170, 1511]
article-body: ΑΘΗΝΑΙ, 7.— Ἡ ὑπηρεσία ἀνεκοίνωσε χθὲς ὅτι αἱ σχετικαὶ ἐνέργειαι συνεχίζονται κατὰ τὰς προβλεπομένας διατάξεις καὶ ὅτι ἡ ἀπόφασις θὰ ληφθῇ ἐντὸς τῶν προσεχῶν ἡμερῶν. Κατὰ τὰς πληροφορίας, αἱ ἁρμόδιαι ἀρχαὶ ἐξετάζουν τὸ ζήτημα μετὰ προσοχῆς, λαμβάνουσαι ὑπ' ὄψιν καὶ τὰς γνώμας τῶν ἐνδιαφερομένων. Ἐξ ἄλλου, γνωστοποιεῖται ὅτι ἡ ἐπιτροπὴ θὰ συνέλθῃ ἐκ νέου διὰ νὰ ἀποφασίσῃ ἐπὶ τῶν λεπτομερειῶν, αἱ ὁποῖαι θὰ ἀνακοινωθοῦν εἰς τὸ κοινὸν μετὰ τὴν ὁριστικὴν ἔγκρισιν. — [906, 843, 1035, 964]
headline: ΜΕΤΑΝΑΣΤΕΥΣΑΣ ΕΙΣ ΤΟΥΡΚΙΑΝ ΟΘΩΜΑΝΟΣ ΖΗΤΕΙ ΝΑ ΕΠΑΝΕΛΘΗ ΕΙΣ ΤΗΝ ΕΛΛΑΔΑ — [911, 35, 1031, 79]
lead-headline: ΑΠΟ ΤΑΣ ΔΥΟ ΠΟΛΙΚΑΣ ΠΕΡΙΟΧΑΣ — [567, 106, 872, 129]
headline: ΚΑΤΕΠΛΑΚΩΘΗ ΥΠΟ ΑΕΥΚΗΣ ΚΑΙ ΕΦΟΝΕΥΘΗ — [14, 306, 155, 328]
headline: ΗΡΧΙΣΕ ΧΘΕΣ ΤΟ ΕΥΡΩΠΑ·Ι·ΚΟΝ ΠΡΩΤΑΘΛΗΜΑ ΜΠΑΣΚΕΤ — [912, 1321, 1030, 1354]
article-body: ΑΘΗΝΑΙ, 7.— Ἡ ὑπηρεσία ἀνεκοίνωσε χθὲς ὅτι αἱ σχετικαὶ ἐνέργειαι συνεχίζονται κατὰ τὰς προβλεπομένας διατάξεις καὶ ὅτι ἡ ἀπόφασις θὰ ληφθῇ ἐντὸς τῶν προσεχῶν ἡμερῶν. Κατὰ τὰς πληροφορίας, αἱ ἁρμόδιαι ἀρχαὶ ἐξετάζουν τὸ ζήτημα μετὰ προσοχῆς, λαμβάνουσαι ὑπ' ὄψιν καὶ τὰς γνώμας τῶν ἐνδιαφερομένων. Ἐξ ἄλλου, γνωστοποιεῖται ὅτι ἡ ἐπιτροπὴ θὰ συνέλθῃ ἐκ νέου διὰ νὰ ἀποφασίσῃ ἐπὶ τῶν λεπτομερειῶν, αἱ ὁποῖαι θὰ ἀνακοινωθοῦν εἰς τὸ κοινὸν μετὰ τὴν ὁριστικὴν ἔγκρισιν. — [427, 668, 534, 806]
section-label: ΤΟ ΤΑΞΙΔΙΟΝ ΤΟΥ ΑΟ·ΥΝΤ — [252, 735, 339, 743]
article-body: ΑΘΗΝΑΙ, 7.— Ἡ ὑπηρεσία ἀνεκοίνωσε χθὲς ὅτι αἱ σχετικαὶ ἐνέργειαι συνεχίζονται κατὰ τὰς προβλεπομένας διατάξεις καὶ ὅτι ἡ ἀπόφασις θὰ ληφθῇ ἐντὸς τῶν προσεχῶν ἡμερῶν. Κατὰ τὰς πληροφορίας, αἱ ἁρμόδιαι ἀρχαὶ ἐξετάζουν τὸ ζήτημα μετὰ προσοχῆς, λαμβάνουσαι ὑπ' ὄψιν καὶ τὰς γνώμας τῶν ἐνδιαφερομένων. Ἐξ ἄλλου, γνωστοποιεῖται ὅτι ἡ ἐπιτροπὴ θὰ συνέλθῃ ἐκ νέου διὰ νὰ ἀποφασίσῃ ἐπὶ τῶν λεπτομερειῶν, αἱ ὁποῖαι θὰ ἀνακοινωθοῦν εἰς τὸ κοινὸν μετὰ τὴν ὁριστικὴν ἔγκρισιν. — [906, 1537, 1035, 1658]
section-label: Η ΑΠΟΓΡΑΦΗ ΤΟΥ 1951 — [681, 1302, 759, 1310]
article-body: ΑΘΗΝΑΙ, 7.— Ἡ ὑπηρεσία ἀνεκοίνωσε χθὲς ὅτι αἱ σχετικαὶ ἐνέργειαι συνεχίζονται κατὰ τὰς προβλεπομένας διατάξεις καὶ ὅτι ἡ ἀπόφασις θὰ ληφθῇ ἐντὸς τῶν προσεχῶν ἡμερῶν. Κατὰ τὰς πληροφορίας, αἱ ἁρμόδιαι ἀρχαὶ ἐξετάζουν τὸ ζήτημα μετὰ προσοχῆς, λαμβάνουσαι ὑπ' ὄψιν καὶ τὰς γνώμας τῶν ἐνδιαφερομένων. Ἐξ ἄλλου, γνωστοποιεῖται ὅτι ἡ ἐπιτροπὴ θὰ συνέλθῃ ἐκ νέου διὰ νὰ ἀποφασίσῃ ἐπὶ τῶν λεπτομερειῶν, αἱ ὁποῖαι θὰ ἀνακοινωθοῦν εἰς τὸ κοινὸν μετὰ τὴν ὁριστικὴν ἔγκρισιν. — [906, 2152, 1035, 2272]
lead-subheadline: Πρὸς συγκέντρωσιν νέων στοιχείων ἐπὶ τῶν θερμοκρασιῶν καὶ τῶν πιέσεων — [573, 131, 867, 165]
section-label: ΣΥΝΤΑΞΙΟΥΧΟΙ ΣΕΡΡΩΝ — [799, 1019, 880, 1026]
section-label: ΑΙ ΑΤΟΜΙΚΑ ΕΙΣ ΤΟ Ν.Α.Τ.Ο. — [249, 305, 342, 312]
column-6 — [906, 34, 1035, 2575]
section-label: ΔΕΝ ΕΠΙΣΤΡΕΦΟΥΝ — [687, 1160, 753, 1168]
section-label: Η ΕΠΙΤΡΟΠΗ ΑΝΑΛΟΓΙΚΗΣ — [675, 1019, 764, 1026]
headline: 6,5 ΕΚ. ΟΧΗΜΑΤΑ ΚΥΚΛΟΦΟΡΟΥΝ ΕΙΣ ΤΑΣ ΟΔΟΥΣ ΤΗΣ ΓΕΡΜΑΝΙΑΣ — [913, 806, 1029, 839]
article-body: ΑΘΗΝΑΙ, 7.— Ἡ ὑπηρεσία ἀνεκοίνωσε χθὲς ὅτι αἱ σχετικαὶ ἐνέργειαι συνεχίζονται κατὰ τὰς προβλεπομένας διατάξεις καὶ ὅτι ἡ ἀπόφασις θὰ ληφθῇ ἐντὸς τῶν προσεχῶν ἡμερῶν. Κατὰ τὰς πληροφορίας, αἱ ἁρμόδιαι ἀρχαὶ ἐξετάζουν τὸ ζήτημα μετὰ προσοχῆς, λαμβάνουσαι ὑπ' ὄψιν καὶ τὰς γνώμας τῶν ἐνδιαφερομένων. Ἐξ ἄλλου, γνωστοποιεῖται ὅτι ἡ ἐπιτροπὴ θὰ συνέλθῃ ἐκ νέου διὰ νὰ ἀποφασίσῃ ἐπὶ τῶν λεπτομερειῶν, αἱ ὁποῖαι θὰ ἀνακοινωθοῦν εἰς τὸ κοινὸν μετὰ τὴν ὁριστικὴν ἔγκρισιν. — [427, 2130, 534, 2268]
headline: Ο ΕΛΛΗΝΟΑΜΕΡΙΚΑΝΙΚΟΣ ΕΠΙΣΤΗΜΟΝΙΚΟΣ ΣΥΛΛΟΓΟΣ ΔΙΑ ΤΟΝ Κ. ΤΣΑΝΚΟΝ — [8, 1041, 161, 1075]
headline-sub: συμπλήρωμα τοῦ ΝΑΤΟ θὰ προτείνῃ ὁ Γκαγιάρ — [181, 84, 410, 120]
section-label: ΟΜΙΛΙΑ ΤΟΥ ΑΡΧΙΕΠΙΣΚΟΠΟΥ — [671, 858, 769, 866]
headline: ΜΙΑ ΟΡΝΙΣ ΕΓΕΝΝΗΣΕΝ ΩΟΝ 48 ΔΡΑΜΙΩΝ — [10, 431, 159, 453]
article-body: ΑΘΗΝΑΙ, 7.— Ἡ ὑπηρεσία ἀνεκοίνωσε χθὲς ὅτι αἱ σχετικαὶ ἐνέργειαι συνεχίζονται κατὰ τὰς προβλεπομένας διατάξεις καὶ ὅτι ἡ ἀπόφασις θὰ ληφθῇ ἐντὸς τῶν προσεχῶν ἡμερῶν. Κατὰ τὰς πληροφορίας, αἱ ἁρμόδιαι ἀρχαὶ ἐξετάζουν τὸ ζήτημα μετὰ προσοχῆς, λαμβάνουσαι ὑπ' ὄψιν καὶ τὰς γνώμας τῶν ἐνδιαφερομένων. Ἐξ ἄλλου, γνωστοποιεῖται ὅτι ἡ ἐπιτροπὴ θὰ συνέλθῃ ἐκ νέου διὰ νὰ ἀποφασίσῃ ἐπὶ τῶν λεπτομερειῶν, αἱ ὁποῖαι θὰ ἀνακοινωθοῦν εἰς τὸ κοινὸν μετὰ τὴν ὁριστικὴν ἔγκρισιν. ΑΘΗΝΑΙ, 7.— Ἡ ὑπηρεσία ἀνεκοίνωσε χθὲς ὅτι αἱ σχετικαὶ ἐνέργειαι συνεχίζονται κατὰ τὰς προβλεπομένας διατάξεις καὶ ὅτι ἡ ἀπόφασις θὰ ληφθῇ ἐντὸς τῶν προσεχῶν ἡμερῶν. Κατὰ τὰς πληροφορίας, αἱ ἁρμόδιαι ἀρχαὶ ἐξετάζουν τὸ ζήτημα μετὰ προσοχῆς, λαμβάνουσαι ὑπ' ὄψιν καὶ τὰς γνώμας τῶν ἐνδιαφερομένων. Ἐξ ἄλλου, γνωστοποιεῖται ὅτι ἡ ἐπιτροπὴ θὰ συνέλθῃ ἐκ νέου διὰ νὰ ἀποφασίσῃ ἐπὶ τῶν λεπτομερειῶν, αἱ ὁποῖαι θὰ ἀνακοινωθοῦν εἰς τὸ κοινὸν μετὰ τὴν ὁριστικὴν ἔγκρισιν. — [176, 1390, 415, 1519]
section-label: ΒΑΡΒΑΡΟΤΗΤΕΣ — [692, 717, 748, 724]
article-body: ΑΘΗΝΑΙ, 7.— Ἡ ὑπηρεσία ἀνεκοίνωσε χθὲς ὅτι αἱ σχετικαὶ ἐνέργειαι συνεχίζονται κατὰ τὰς προβλεπομένας διατάξεις καὶ ὅτι ἡ ἀπόφασις θὰ ληφθῇ ἐντὸς τῶν προσεχῶν ἡμερῶν. Κατὰ τὰς πληροφορίας, αἱ ἁρμόδιαι ἀρχαὶ ἐξετάζουν τὸ ζήτημα μετὰ προσοχῆς, λαμβάνουσαι ὑπ' ὄψιν καὶ τὰς γνώμας τῶν ἐνδιαφερομένων. Ἐξ ἄλλου, γνωστοποιεῖται ὅτι ἡ ἐπιτροπὴ θὰ συνέλθῃ ἐκ νέου διὰ νὰ ἀποφασίσῃ ἐπὶ τῶν λεπτομερειῶν, αἱ ὁποῖαι θὰ ἀνακοινωθοῦν εἰς τὸ κοινὸν μετὰ τὴν ὁριστικὴν ἔγκρισιν. ΑΘΗΝΑΙ, 7.— Ἡ ὑπηρεσία ἀνεκοίνωσε χθὲς ὅτι αἱ σχετικαὶ ἐνέργειαι συνεχίζονται κατὰ τὰς προβλεπομένας διατάξεις καὶ ὅτι ἡ ἀπόφασις θὰ ληφθῇ ἐντὸς τῶν προσεχῶν ἡμερῶν. Κατὰ τὰς πληροφορίας, αἱ ἁρμόδιαι ἀρχαὶ ἐξετάζουν τὸ ζήτημα μετὰ προσοχῆς, λαμβάνουσαι ὑπ' ὄψιν καὶ τὰς γνώμας τῶν ἐνδιαφερομένων. Ἐξ ἄλλου, γνωστοποιεῖται ὅτι ἡ ἐπιτροπὴ θὰ συνέλθῃ ἐκ νέου διὰ νὰ ἀποφασίσῃ ἐπὶ τῶν λεπτομερειῶν, αἱ ὁποῖαι θὰ ἀνακοινωθοῦν εἰς τὸ κοινὸν μετὰ τὴν ὁριστικὴν ἔγκρισιν. — [176, 1587, 415, 1716]
headline: ΟΙ ΕΡΓΑΤΙΚΟΙ ΘΑ ΝΙΚΗΣΟΥΝ ΕΙΣ ΠΕΡΙΠΤΩΣΙΝ ΕΚΛΟΓΩΝ ΚΑΤΑ ΤΟ ΓΚΑΛΟΥΠ — [906, 336, 1035, 381]
lead-headline: ΔΕΚΑ ΜΕΤΕΩΡΟΛΟΓΟΥΣ ΠΥΡΑΥΛΟΥΣ — [610, 35, 830, 81]
article-body: ΑΘΗΝΑΙ, 7.— Ἡ ὑπηρεσία ἀνεκοίνωσε χθὲς ὅτι αἱ σχετικαὶ ἐνέργειαι συνεχίζονται κατὰ τὰς προβλεπομένας διατάξεις καὶ ὅτι ἡ ἀπόφασις θὰ ληφθῇ ἐντὸς τῶν προσεχῶν ἡμερῶν. Κατὰ τὰς πληροφορίας, αἱ ἁρμόδιαι ἀρχαὶ ἐξετάζουν τὸ ζήτημα μετὰ προσοχῆς, λαμβάνουσαι ὑπ' ὄψιν καὶ τὰς γνώμας τῶν ἐνδιαφερομένων. Ἐξ ἄλλου, γνωστοποιεῖται ὅτι ἡ ἐπιτροπὴ θὰ συνέλθῃ ἐκ νέου διὰ νὰ ἀποφασίσῃ ἐπὶ τῶν λεπτομερειῶν, αἱ ὁποῖαι θὰ ἀνακοινωθοῦν εἰς τὸ κοινὸν μετὰ τὴν ὁριστικὴν ἔγκρισιν. ΑΘΗΝΑΙ, 7.— Ἡ ὑπηρεσία ἀνεκοίνωσε χθὲς ὅτι αἱ σχετικαὶ ἐνέργειαι συνεχίζονται κατὰ τὰς προβλεπομένας διατάξεις καὶ ὅτι ἡ ἀπόφασις θὰ ληφθῇ ἐντὸς τῶν προσεχῶν ἡμερῶν. Κατὰ τὰς πληροφορίας, αἱ ἁρμόδιαι ἀρχαὶ ἐξετάζουν τὸ ζήτημα μετὰ προσοχῆς, λαμβάνουσαι ὑπ' ὄψιν καὶ τὰς γνώμας τῶν ἐνδιαφερομένων. Ἐξ ἄλλου, γνωστοποιεῖται ὅτι ἡ ἐπιτροπὴ θὰ συνέλθῃ ἐκ νέου διὰ νὰ ἀποφασίσῃ ἐπὶ τῶν λεπτομερειῶν, αἱ ὁποῖαι θὰ ἀνακοινωθοῦν εἰς τὸ κοινὸν μετὰ τὴν ὁριστικὴν ἔγκρισιν. — [176, 172, 415, 301]
lead-headline: ΕΞΕΠΕΛΥΣΑΝ ΟΙ ΡΩΣΣΟΙ — [611, 82, 829, 105]
article-body: ΑΘΗΝΑΙ, 7.— Ἡ ὑπηρεσία ἀνεκοίνωσε χθὲς ὅτι αἱ σχετικαὶ ἐνέργειαι συνεχίζονται κατὰ τὰς προβλεπομένας διατάξεις καὶ ὅτι ἡ ἀπόφασις θὰ ληφθῇ ἐντὸς τῶν προσεχῶν ἡμερῶν. Κατὰ τὰς πληροφορίας, αἱ ἁρμόδιαι ἀρχαὶ ἐξετάζουν τὸ ζήτημα μετὰ προσοχῆς, λαμβάνουσαι ὑπ' ὄψιν καὶ τὰς γνώμας τῶν ἐνδιαφερομένων. Ἐξ ἄλλου, γνωστοποιεῖται ὅτι ἡ ἐπιτροπὴ θὰ συνέλθῃ ἐκ νέου διὰ νὰ ἀποφασίσῃ ἐπὶ τῶν λεπτομερειῶν, αἱ ὁποῖαι θὰ ἀνακοινωθοῦν εἰς τὸ κοινὸν μετὰ τὴν ὁριστικὴν ἔγκρισιν. — [427, 473, 534, 610]
article-body: ΑΘΗΝΑΙ, 7.— Ἡ ὑπηρεσία ἀνεκοίνωσε χθὲς ὅτι αἱ σχετικαὶ ἐνέργειαι συνεχίζονται κατὰ τὰς προβλεπομένας διατάξεις καὶ ὅτι ἡ ἀπόφασις θὰ ληφθῇ ἐντὸς τῶν προσεχῶν ἡμερῶν. Κατὰ τὰς πληροφορίας, αἱ ἁρμόδιαι ἀρχαὶ ἐξετάζουν τὸ ζήτημα μετὰ προσοχῆς, λαμβάνουσαι ὑπ' ὄψιν καὶ τὰς γνώμας τῶν ἐνδιαφερομένων. Ἐξ ἄλλου, γνωστοποιεῖται ὅτι ἡ ἐπιτροπὴ θὰ συνέλθῃ ἐκ νέου διὰ νὰ ἀποφασίσῃ ἐπὶ τῶν λεπτομερειῶν, αἱ ὁποῖαι θὰ ἀνακοινωθοῦν εἰς τὸ κοινὸν μετὰ τὴν ὁριστικὴν ἔγκρισιν. — [427, 1037, 534, 1174]
headline: ΑΝΗΛΘΕΝ ΚΑΤΑ 25,9 010 Η ΑΞΙΑ ΤΩΝ ΕΞΑΓΩΓΩΝ ΚΑΤΑ ΤΟΝ ΙΑΝΟΥΑΡΙΟΝ — [427, 620, 533, 665]
headline: ΕΙΣ ΤΟ ΛΟΝΔΙΝΟΝ, ΟΙ ΤΟΥΡΚΟΙ ΒΟΥΛΕΥΤΑΙ ΠΑΡΕΚΑΘΗΣΑΝ ΕΙΣ ΕΠΙΣΗΜΟΝ ΔΕΙΠΝΟΝ — [200, 1727, 391, 1770]
section-label: ΕΚΛΗΣΙΣ ΕΙΣ ΤΗΝ ΜΟΣΧΑΝ — [250, 1524, 341, 1531]
headline: ΑΙ ΚΙΝΗΣΕΙΣ ΤΩΝ ΜΙΚΡΩΝ ΚΟΜΜΑΤΩΝ — [611, 922, 829, 966]
headline: Η ΑΠΟΠΡΑΦΙΚΗ ΕΡΕΥΝΑ ΕΙΣ ΤΗΝ ΙΟΡΔΑΝΙΑΝ — [440, 2093, 520, 2126]
headline: Ο ΚΑΝΤΑΡ ΑΣΘΕΝΕΙ — [923, 2439, 1018, 2450]
article-body: ΑΘΗΝΑΙ, 7.— Ἡ ὑπηρεσία ἀνεκοίνωσε χθὲς ὅτι αἱ σχετικαὶ ἐνέργειαι συνεχίζονται κατὰ τὰς προβλεπομένας διατάξεις καὶ ὅτι ἡ ἀπόφασις θὰ ληφθῇ ἐντὸς τῶν προσεχῶν ἡμερῶν. Κατὰ τὰς πληροφορίας, αἱ ἁρμόδιαι ἀρχαὶ ἐξετάζουν τὸ ζήτημα μετὰ προσοχῆς, λαμβάνουσαι ὑπ' ὄψιν καὶ τὰς γνώμας τῶν ἐνδιαφερομένων. Ἐξ ἄλλου, γνωστοποιεῖται ὅτι ἡ ἐπιτροπὴ θὰ συνέλθῃ ἐκ νέου διὰ νὰ ἀποφασίσῃ ἐπὶ τῶν λεπτομερειῶν, αἱ ὁποῖαι θὰ ἀνακοινωθοῦν εἰς τὸ κοινὸν μετὰ τὴν ὁριστικὴν ἔγκρισιν. ΑΘΗΝΑΙ, 7.— Ἡ ὑπηρεσία ἀνεκοίνωσε χθὲς ὅτι αἱ σχετικαὶ ἐνέργειαι συνεχίζονται κατὰ τὰς προβλεπομένας διατάξεις καὶ ὅτι ἡ ἀπόφασις θὰ ληφθῇ ἐντὸς τῶν προσεχῶν ἡμερῶν. Κατὰ τὰς πληροφορίας, αἱ ἁρμόδιαι ἀρχαὶ ἐξετάζουν τὸ ζήτημα μετὰ προσοχῆς, λαμβάνουσαι ὑπ' ὄψιν καὶ τὰς γνώμας τῶν ἐνδιαφερομένων. Ἐξ ἄλλου, γνωστοποιεῖται ὅτι ἡ ἐπιτροπὴ θὰ συνέλθῃ ἐκ νέου διὰ νὰ ἀποφασίσῃ ἐπὶ τῶν λεπτομερειῶν, αἱ ὁποῖαι θὰ ἀνακοινωθοῦν εἰς τὸ κοινὸν μετὰ τὴν ὁριστικὴν ἔγκρισιν. ΑΘΗΝΑΙ, 7.— Ἡ ὑπηρεσία ἀνεκοίνωσε χθὲς ὅτι αἱ σχετικαὶ ἐνέργειαι συνεχίζονται κατὰ τὰς προβλεπομένας διατάξεις καὶ ὅτι ἡ ἀπόφασις θὰ ληφθῇ ἐντὸς τῶν προσεχῶν ἡμερῶν. Κατὰ τὰς πληροφορίας, αἱ ἁρμόδιαι ἀρχαὶ ἐξετάζουν τὸ ζήτημα μετὰ προσοχῆς, λαμβάνουσαι ὑπ' ὄψιν καὶ τὰς γνώμας τῶν ἐνδιαφερομένων. Ἐξ ἄλλου, γνωστοποιεῖται ὅτι ἡ ἐπιτροπὴ θὰ συνέλθῃ ἐκ νέου διὰ νὰ ἀποφασίσῃ ἐπὶ τῶν λεπτομερειῶν, αἱ ὁποῖαι θὰ ἀνακοινωθοῦν εἰς τὸ κοινὸν μετὰ τὴν ὁριστικὴν ἔγκρισιν. — [176, 538, 415, 732]
headline: «ΠΡΟΚΛΗΤΙΚΑΙ ΠΤΗΣΕΙΣ» ΑΕΡΟΠΛΑΝΩΝ ΤΟΥ ΙΣΡΑΗΛ — [434, 1898, 526, 1943]
headline: ΟΙ ΑΝΕΥ ΑΔΕΙΑΣ ΦΑΡΜΑΚΟΠΩΛΑΙ — [440, 1725, 520, 1747]
headline: ΜΕΓΑΛΗ ΝΑΥΤΙΚΗ ΑΓΓΛΟΚΑΝΑΔΙΚΗ ΑΣΚΗΣΙΣ ΕΙΣ ΒΕΡΜΟΥΔΑΣ — [908, 515, 1034, 549]
headline: ΔΙΕΛΥΘΗ Ο ΚΑΛΥΨΙΣ ΤΗΝ ΕΛΛΑΔΑ ΑΝΤΙΚΥΚΛΩΝ ΕΚΟΠΑΣΑΝ ΟΙ ΑΝΕΜΟΙ ΚΑΙ ΗΡΧΙΣΕ ΚΑΛΟΚΑΙΡΙΑ — [580, 411, 859, 465]
article-body: ΑΘΗΝΑΙ, 7.— Ἡ ὑπηρεσία ἀνεκοίνωσε χθὲς ὅτι αἱ σχετικαὶ ἐνέργειαι συνεχίζονται κατὰ τὰς προβλεπομένας διατάξεις καὶ ὅτι ἡ ἀπόφασις θὰ ληφθῇ ἐντὸς τῶν προσεχῶν ἡμερῶν. Κατὰ τὰς πληροφορίας, αἱ ἁρμόδιαι ἀρχαὶ ἐξετάζουν τὸ ζήτημα μετὰ προσοχῆς, λαμβάνουσαι ὑπ' ὄψιν καὶ τὰς γνώμας τῶν ἐνδιαφερομένων. Ἐξ ἄλλου, γνωστοποιεῖται ὅτι ἡ ἐπιτροπὴ θὰ συνέλθῃ ἐκ νέου διὰ νὰ ἀποφασίσῃ ἐπὶ τῶν λεπτομερειῶν, αἱ ὁποῖαι θὰ ἀνακοινωθοῦν εἰς τὸ κοινὸν μετὰ τὴν ὁριστικὴν ἔγκρισιν. — [906, 1190, 1035, 1311]
headline: Η ΔΙΑΣΚΕΨΙΣ Σ.Ε.Α.Τ.Ο. ΑΡΧΙΖΕΙ — [206, 493, 385, 533]
article-body: ΑΘΗΝΑΙ, 7.— Ἡ ὑπηρεσία ἀνεκοίνωσε χθὲς ὅτι αἱ σχετικαὶ ἐνέργειαι συνεχίζονται κατὰ τὰς προβλεπομένας διατάξεις καὶ ὅτι ἡ ἀπόφασις θὰ ληφθῇ ἐντὸς τῶν προσεχῶν ἡμερῶν. Κατὰ τὰς πληροφορίας, αἱ ἁρμόδιαι ἀρχαὶ ἐξετάζουν τὸ ζήτημα μετὰ προσοχῆς, λαμβάνουσαι ὑπ' ὄψιν καὶ τὰς γνώμας τῶν ἐνδιαφερομένων. Ἐξ ἄλλου, γνωστοποιεῖται ὅτι ἡ ἐπιτροπὴ θὰ συνέλθῃ ἐκ νέου διὰ νὰ ἀποφασίσῃ ἐπὶ τῶν λεπτομερειῶν, αἱ ὁποῖαι θὰ ἀνακοινωθοῦν εἰς τὸ κοινὸν μετὰ τὴν ὁριστικὴν ἔγκρισιν. — [427, 1221, 534, 1358]
continuation-label: ΣΥΝΕΧΕΙΑ ἐκ τῆς 1ης σελίδος — [544, 1020, 656, 1034]
headline: Η ΚΙΝΑ ΗΓΟΡΑΣΕ ΣΙΤΟΝ ΕΚ ΚΑΝΑΔΑ — [435, 1552, 525, 1574]
article-body: ΑΘΗΝΑΙ, 7.— Ἡ ὑπηρεσία ἀνεκοίνωσε χθὲς ὅτι αἱ σχετικαὶ ἐνέργειαι συνεχίζονται κατὰ τὰς προβλεπομένας διατάξεις καὶ ὅτι ἡ ἀπόφασις θὰ ληφθῇ ἐντὸς τῶν προσεχῶν ἡμερῶν. Κατὰ τὰς πληροφορίας, αἱ ἁρμόδιαι ἀρχαὶ ἐξετάζουν τὸ ζήτημα μετὰ προσοχῆς, λαμβάνουσαι ὑπ' ὄψιν καὶ τὰς γνώμας τῶν ἐνδιαφερομένων. Ἐξ ἄλλου, γνωστοποιεῖται ὅτι ἡ ἐπιτροπὴ θὰ συνέλθῃ ἐκ νέου διὰ νὰ ἀποφασίσῃ ἐπὶ τῶν λεπτομερειῶν, αἱ ὁποῖαι θὰ ἀνακοινωθοῦν εἰς τὸ κοινὸν μετὰ τὴν ὁριστικὴν ἔγκρισιν. — [427, 1751, 534, 1888]
article-body: ΑΘΗΝΑΙ, 7.— Ἡ ὑπηρεσία ἀνεκοίνωσε χθὲς ὅτι αἱ σχετικαὶ ἐνέργειαι συνεχίζονται κατὰ τὰς προβλεπομένας διατάξεις καὶ ὅτι ἡ ἀπόφασις θὰ ληφθῇ ἐντὸς τῶν προσεχῶν ἡμερῶν. Κατὰ τὰς πληροφορίας, αἱ ἁρμόδιαι ἀρχαὶ ἐξετάζουν τὸ ζήτημα μετὰ προσοχῆς, λαμβάνουσαι ὑπ' ὄψιν καὶ τὰς γνώμας τῶν ἐνδιαφερομένων. Ἐξ ἄλλου, γνωστοποιεῖται ὅτι ἡ ἐπιτροπὴ θὰ συνέλθῃ ἐκ νέου διὰ νὰ ἀποφασίσῃ ἐπὶ τῶν λεπτομερειῶν, αἱ ὁποῖαι θὰ ἀνακοινωθοῦν εἰς τὸ κοινὸν μετὰ τὴν ὁριστικὴν ἔγκρισιν. — [7, 83, 163, 172]
headline: «ΣΥΜΦΩΝΟΝ ΔΥΤΙΚΗΣ ΜΕΣΟΓΕΙΟΥ», — [209, 41, 382, 82]
continuation-mark — [544, 1019, 583, 1027]
article-body: ΑΘΗΝΑΙ, 7.— Ἡ ὑπηρεσία ἀνεκοίνωσε χθὲς ὅτι αἱ σχετικαὶ ἐνέργειαι συνεχίζονται κατὰ τὰς προβλεπομένας διατάξεις καὶ ὅτι ἡ ἀπόφασις θὰ ληφθῇ ἐντὸς τῶν προσεχῶν ἡμερῶν. Κατὰ τὰς πληροφορίας, αἱ ἁρμόδιαι ἀρχαὶ ἐξετάζουν τὸ ζήτημα μετὰ προσοχῆς, λαμβάνουσαι ὑπ' ὄψιν καὶ τὰς γνώμας τῶν ἐνδιαφερομένων. Ἐξ ἄλλου, γνωστοποιεῖται ὅτι ἡ ἐπιτροπὴ θὰ συνέλθῃ ἐκ νέου διὰ νὰ ἀποφασίσῃ ἐπὶ τῶν λεπτομερειῶν, αἱ ὁποῖαι θὰ ἀνακοινωθοῦν εἰς τὸ κοινὸν μετὰ τὴν ὁριστικὴν ἔγκρισιν. ΔΙΕΛΥΘΗ Ο ΑΝΤΙΚΥΚΛΩΝ ΑΘΗΝΑΙ, 7.— Ἡ ὑπηρεσία ἀνεκοίνωσε χθὲς ὅτι αἱ σχετικαὶ ἐνέργειαι συνεχίζονται κατὰ τὰς προβλεπομένας διατάξεις καὶ ὅτι ἡ ἀπόφασις θὰ ληφθῇ ἐντὸς τῶν προσεχῶν ἡμερῶν. Κατὰ τὰς πληροφορίας, αἱ ἁρμόδιαι ἀρχαὶ ἐξετάζουν τὸ ζήτημα μετὰ προσοχῆς, λαμβάνουσαι ὑπ' ὄψιν καὶ τὰς γνώμας τῶν ἐνδιαφερομένων. Ἐξ ἄλλου, γνωστοποιεῖται ὅτι ἡ ἐπιτροπὴ θὰ συνέλθῃ ἐκ νέου διὰ νὰ ἀποφασίσῃ ἐπὶ τῶν λεπτομερειῶν, αἱ ὁποῖαι θὰ ἀνακοινωθοῦν εἰς τὸ κοινὸν μετὰ τὴν ὁριστικὴν ἔγκρισιν. ΧΑΛΑΖΟΠΤΩΣΙΣ ΑΘΗΝΑΙ, 7.— Ἡ ὑπηρεσία ἀνεκοίνωσε χθὲς ὅτι αἱ σχετικαὶ ἐνέργειαι συνεχίζονται κατὰ τὰς προβλεπομένας διατάξεις καὶ ὅτι ἡ ἀπόφασις θὰ ληφθῇ ἐντὸς τῶν προσεχῶν ἡμερῶν. Κατὰ τὰς πληροφορίας, αἱ ἁρμόδιαι ἀρχαὶ ἐξετάζουν τὸ ζήτημα μετὰ προσοχῆς, λαμβάνουσαι ὑπ' ὄψιν καὶ τὰς γνώμας τῶν ἐνδιαφερομένων. Ἐξ ἄλλου, γνωστοποιεῖται ὅτι ἡ ἐπιτροπὴ θὰ συνέλθῃ ἐκ νέου διὰ νὰ ἀποφασίσῃ ἐπὶ τῶν λεπτομερειῶν, αἱ ὁποῖαι θὰ ἀνακοινωθοῦν εἰς τὸ κοινὸν μετὰ τὴν ὁριστικὴν ἔγκρισιν. — [544, 475, 896, 614]
article-body: ΑΘΗΝΑΙ, 7.— Ἡ ὑπηρεσία ἀνεκοίνωσε χθὲς ὅτι αἱ σχετικαὶ ἐνέργειαι συνεχίζονται κατὰ τὰς προβλεπομένας διατάξεις καὶ ὅτι ἡ ἀπόφασις θὰ ληφθῇ ἐντὸς τῶν προσεχῶν ἡμερῶν. Κατὰ τὰς πληροφορίας, αἱ ἁρμόδιαι ἀρχαὶ ἐξετάζουν τὸ ζήτημα μετὰ προσοχῆς, λαμβάνουσαι ὑπ' ὄψιν καὶ τὰς γνώμας τῶν ἐνδιαφερομένων. Ἐξ ἄλλου, γνωστοποιεῖται ὅτι ἡ ἐπιτροπὴ θὰ συνέλθῃ ἐκ νέου διὰ νὰ ἀποφασίσῃ ἐπὶ τῶν λεπτομερειῶν, αἱ ὁποῖαι θὰ ἀνακοινωθοῦν εἰς τὸ κοινὸν μετὰ τὴν ὁριστικὴν ἔγκρισιν. — [906, 1011, 1035, 1132]
section-label: ΖΗΤΟΥΝ ΑΥΞΗΣΕΙΣ — [808, 773, 872, 781]
